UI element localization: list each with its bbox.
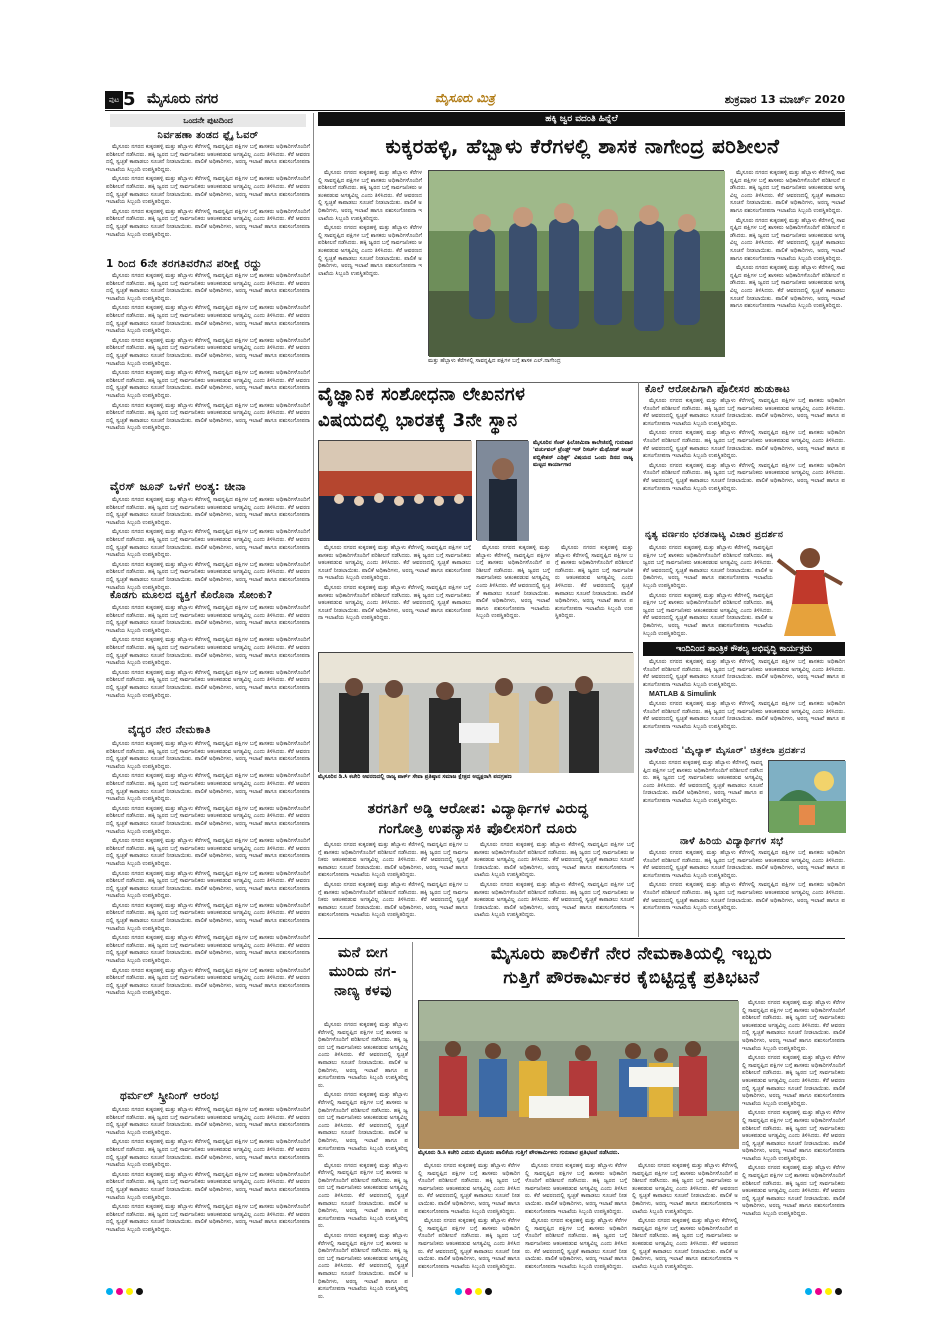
left-story-4-text-3: ಮೈಸೂರು ನಗರದ ಕುಕ್ಕರಹಳ್ಳಿ ಮತ್ತು ಹೆಬ್ಬಾಳು ಕೆರೆಗಳಲ್ಲಿ ಸಾವನ್ನಪ್ಪಿದ ಪಕ್ಷಿಗಳ ಬಗ್ಗೆ ಶಾಸಕರು ಅಧಿಕಾರಿಗಳೊಂದಿಗೆ ಪರಿಶೀಲನೆ ನಡೆಸಿದರು. ಹಕ್ಕಿ ಜ್ವರದ ಬಗ್ಗೆ ಸಾರ್ವಜನಿಕರು ಆತಂಕಪಡುವ ಅಗತ್ಯವಿಲ್ಲ ಎಂದು ತಿಳಿಸಿದರು. ಕೆರೆ ಆವರಣದಲ್ಲಿ ಸ್ವಚ್ಛತೆ ಕಾಪಾಡಲು ಸೂಚನೆ ನೀಡಲಾಯಿತು. ಪಾಲಿಕೆ ಅಧಿಕಾರಿಗಳು, ಅರಣ್ಯ ಇಲಾಖೆ ಹಾಗೂ ಪಶುಸಂಗೋಪನಾ ಇಲಾಖೆಯ ಸಿಬ್ಬಂದಿ ಉಪಸ್ಥಿತರಿದ್ದರು. — [106, 669, 310, 699]
continued-tag: ಒಂದನೇ ಪುಟದಿಂದ — [110, 114, 306, 127]
left-story-5-text-5: ಮೈಸೂರು ನಗರದ ಕುಕ್ಕರಹಳ್ಳಿ ಮತ್ತು ಹೆಬ್ಬಾಳು ಕೆರೆಗಳಲ್ಲಿ ಸಾವನ್ನಪ್ಪಿದ ಪಕ್ಷಿಗಳ ಬಗ್ಗೆ ಶಾಸಕರು ಅಧಿಕಾರಿಗಳೊಂದಿಗೆ ಪರಿಶೀಲನೆ ನಡೆಸಿದರು. ಹಕ್ಕಿ ಜ್ವರದ ಬಗ್ಗೆ ಸಾರ್ವಜನಿಕರು ಆತಂಕಪಡುವ ಅಗತ್ಯವಿಲ್ಲ ಎಂದು ತಿಳಿಸಿದರು. ಕೆರೆ ಆವರಣದಲ್ಲಿ ಸ್ವಚ್ಛತೆ ಕಾಪಾಡಲು ಸೂಚನೆ ನೀಡಲಾಯಿತು. ಪಾಲಿಕೆ ಅಧಿಕಾರಿಗಳು, ಅರಣ್ಯ ಇಲಾಖೆ ಹಾಗೂ ಪಶುಸಂಗೋಪನಾ ಇಲಾಖೆಯ ಸಿಬ್ಬಂದಿ ಉಪಸ್ಥಿತರಿದ್ದರು. — [106, 870, 310, 900]
story2-rule — [318, 382, 726, 383]
right-headline-2: ನೃತ್ಯ ವರ್ಣನಂ ಭರತನಾಟ್ಯ ವಿಚಾರ ಪ್ರದರ್ಶನ — [645, 530, 784, 540]
left-story-4-text: ಮೈಸೂರು ನಗರದ ಕುಕ್ಕರಹಳ್ಳಿ ಮತ್ತು ಹೆಬ್ಬಾಳು ಕೆರೆಗಳಲ್ಲಿ ಸಾವನ್ನಪ್ಪಿದ ಪಕ್ಷಿಗಳ ಬಗ್ಗೆ ಶಾಸಕರು ಅಧಿಕಾರಿಗಳೊಂದಿಗೆ ಪರಿಶೀಲನೆ ನಡೆಸಿದರು. ಹಕ್ಕಿ ಜ್ವರದ ಬಗ್ಗೆ ಸಾರ್ವಜನಿಕರು ಆತಂಕಪಡುವ ಅಗತ್ಯವಿಲ್ಲ ಎಂದು ತಿಳಿಸಿದರು. ಕೆರೆ ಆವರಣದಲ್ಲಿ ಸ್ವಚ್ಛತೆ ಕಾಪಾಡಲು ಸೂಚನೆ ನೀಡಲಾಯಿತು. ಪಾಲಿಕೆ ಅಧಿಕಾರಿಗಳು, ಅರಣ್ಯ ಇಲಾಖೆ ಹಾಗೂ ಪಶುಸಂಗೋಪನಾ ಇಲಾಖೆಯ ಸಿಬ್ಬಂದಿ ಉಪಸ್ಥಿತರಿದ್ದರು. — [106, 605, 310, 634]
left-story-6-text-2: ಮೈಸೂರು ನಗರದ ಕುಕ್ಕರಹಳ್ಳಿ ಮತ್ತು ಹೆಬ್ಬಾಳು ಕೆರೆಗಳಲ್ಲಿ ಸಾವನ್ನಪ್ಪಿದ ಪಕ್ಷಿಗಳ ಬಗ್ಗೆ ಶಾಸಕರು ಅಧಿಕಾರಿಗಳೊಂದಿಗೆ ಪರಿಶೀಲನೆ ನಡೆಸಿದರು. ಹಕ್ಕಿ ಜ್ವರದ ಬಗ್ಗೆ ಸಾರ್ವಜನಿಕರು ಆತಂಕಪಡುವ ಅಗತ್ಯವಿಲ್ಲ ಎಂದು ತಿಳಿಸಿದರು. ಕೆರೆ ಆವರಣದಲ್ಲಿ ಸ್ವಚ್ಛತೆ ಕಾಪಾಡಲು ಸೂಚನೆ ನೀಡಲಾಯಿತು. ಪಾಲಿಕೆ ಅಧಿಕಾರಿಗಳು, ಅರಣ್ಯ ಇಲಾಖೆ ಹಾಗೂ ಪಶುಸಂಗೋಪನಾ ಇಲಾಖೆಯ ಸಿಬ್ಬಂದಿ ಉಪಸ್ಥಿತರಿದ್ದರು. — [106, 1139, 310, 1169]
left-story-2-text-3: ಮೈಸೂರು ನಗರದ ಕುಕ್ಕರಹಳ್ಳಿ ಮತ್ತು ಹೆಬ್ಬಾಳು ಕೆರೆಗಳಲ್ಲಿ ಸಾವನ್ನಪ್ಪಿದ ಪಕ್ಷಿಗಳ ಬಗ್ಗೆ ಶಾಸಕರು ಅಧಿಕಾರಿಗಳೊಂದಿಗೆ ಪರಿಶೀಲನೆ ನಡೆಸಿದರು. ಹಕ್ಕಿ ಜ್ವರದ ಬಗ್ಗೆ ಸಾರ್ವಜನಿಕರು ಆತಂಕಪಡುವ ಅಗತ್ಯವಿಲ್ಲ ಎಂದು ತಿಳಿಸಿದರು. ಕೆರೆ ಆವರಣದಲ್ಲಿ ಸ್ವಚ್ಛತೆ ಕಾಪಾಡಲು ಸೂಚನೆ ನೀಡಲಾಯಿತು. ಪಾಲಿಕೆ ಅಧಿಕಾರಿಗಳು, ಅರಣ್ಯ ಇಲಾಖೆ ಹಾಗೂ ಪಶುಸಂಗೋಪನಾ ಇಲಾಖೆಯ ಸಿಬ್ಬಂದಿ ಉಪಸ್ಥಿತರಿದ್ದರು. — [106, 337, 310, 367]
right-story-5-body — [643, 850, 845, 932]
story4-text-1: ಮೈಸೂರು ನಗರದ ಕುಕ್ಕರಹಳ್ಳಿ ಮತ್ತು ಹೆಬ್ಬಾಳು ಕೆರೆಗಳಲ್ಲಿ ಸಾವನ್ನಪ್ಪಿದ ಪಕ್ಷಿಗಳ ಬಗ್ಗೆ ಶಾಸಕರು ಅಧಿಕಾರಿಗಳೊಂದಿಗೆ ಪರಿಶೀಲನೆ ನಡೆಸಿದರು. ಹಕ್ಕಿ ಜ್ವರದ ಬಗ್ಗೆ ಸಾರ್ವಜನಿಕರು ಆತಂಕಪಡುವ ಅಗತ್ಯವಿಲ್ಲ ಎಂದು ತಿಳಿಸಿದರು. ಕೆರೆ ಆವರಣದಲ್ಲಿ ಸ್ವಚ್ಛತೆ ಕಾಪಾಡಲು ಸೂಚನೆ ನೀಡಲಾಯಿತು. ಪಾಲಿಕೆ ಅಧಿಕಾರಿಗಳು, ಅರಣ್ಯ ಇಲಾಖೆ ಹಾಗೂ ಪಶುಸಂಗೋಪನಾ ಇಲಾಖೆಯ ಸಿಬ್ಬಂದಿ ಉಪಸ್ಥಿತರಿದ್ದರು. — [318, 842, 468, 879]
story2-headline-line2: ವಿಷಯದಲ್ಲಿ ಭಾರತಕ್ಕೆ 3ನೇ ಸ್ಥಾನ — [318, 410, 518, 431]
story2-text-2: ಮೈಸೂರು ನಗರದ ಕುಕ್ಕರಹಳ್ಳಿ ಮತ್ತು ಹೆಬ್ಬಾಳು ಕೆರೆಗಳಲ್ಲಿ ಸಾವನ್ನಪ್ಪಿದ ಪಕ್ಷಿಗಳ ಬಗ್ಗೆ ಶಾಸಕರು ಅಧಿಕಾರಿಗಳೊಂದಿಗೆ ಪರಿಶೀಲನೆ ನಡೆಸಿದರು. ಹಕ್ಕಿ ಜ್ವರದ ಬಗ್ಗೆ ಸಾರ್ವಜನಿಕರು ಆತಂಕಪಡುವ ಅಗತ್ಯವಿಲ್ಲ ಎಂದು ತಿಳಿಸಿದರು. ಕೆರೆ ಆವರಣದಲ್ಲಿ ಸ್ವಚ್ಛತೆ ಕಾಪಾಡಲು ಸೂಚನೆ ನೀಡಲಾಯಿತು. ಪಾಲಿಕೆ ಅಧಿಕಾರಿಗಳು, ಅರಣ್ಯ ಇಲಾಖೆ ಹಾಗೂ ಪಶುಸಂಗೋಪನಾ ಇಲಾಖೆಯ ಸಿಬ್ಬಂದಿ ಉಪಸ್ಥಿತರಿದ್ದರು. — [476, 545, 550, 620]
registration-dots-left — [106, 1288, 143, 1295]
right-story-4-body — [643, 760, 763, 840]
story5-body-1 — [418, 1163, 520, 1275]
left-story-5-text-2: ಮೈಸೂರು ನಗರದ ಕುಕ್ಕರಹಳ್ಳಿ ಮತ್ತು ಹೆಬ್ಬಾಳು ಕೆರೆಗಳಲ್ಲಿ ಸಾವನ್ನಪ್ಪಿದ ಪಕ್ಷಿಗಳ ಬಗ್ಗೆ ಶಾಸಕರು ಅಧಿಕಾರಿಗಳೊಂದಿಗೆ ಪರಿಶೀಲನೆ ನಡೆಸಿದರು. ಹಕ್ಕಿ ಜ್ವರದ ಬಗ್ಗೆ ಸಾರ್ವಜನಿಕರು ಆತಂಕಪಡುವ ಅಗತ್ಯವಿಲ್ಲ ಎಂದು ತಿಳಿಸಿದರು. ಕೆರೆ ಆವರಣದಲ್ಲಿ ಸ್ವಚ್ಛತೆ ಕಾಪಾಡಲು ಸೂಚನೆ ನೀಡಲಾಯಿತು. ಪಾಲಿಕೆ ಅಧಿಕಾರಿಗಳು, ಅರಣ್ಯ ಇಲಾಖೆ ಹಾಗೂ ಪಶುಸಂಗೋಪನಾ ಇಲಾಖೆಯ ಸಿಬ್ಬಂದಿ ಉಪಸ್ಥಿತರಿದ್ದರು. — [106, 773, 310, 803]
sidebar-text-2: ಮೈಸೂರು ನಗರದ ಕುಕ್ಕರಹಳ್ಳಿ ಮತ್ತು ಹೆಬ್ಬಾಳು ಕೆರೆಗಳಲ್ಲಿ ಸಾವನ್ನಪ್ಪಿದ ಪಕ್ಷಿಗಳ ಬಗ್ಗೆ ಶಾಸಕರು ಅಧಿಕಾರಿಗಳೊಂದಿಗೆ ಪರಿಶೀಲನೆ ನಡೆಸಿದರು. ಹಕ್ಕಿ ಜ್ವರದ ಬಗ್ಗೆ ಸಾರ್ವಜನಿಕರು ಆತಂಕಪಡುವ ಅಗತ್ಯವಿಲ್ಲ ಎಂದು ತಿಳಿಸಿದರು. ಕೆರೆ ಆವರಣದಲ್ಲಿ ಸ್ವಚ್ಛತೆ ಕಾಪಾಡಲು ಸೂಚನೆ ನೀಡಲಾಯಿತು. ಪಾಲಿಕೆ ಅಧಿಕಾರಿಗಳು, ಅರಣ್ಯ ಇಲಾಖೆ ಹಾಗೂ ಪಶುಸಂಗೋಪನಾ ಇಲಾಖೆಯ ಸಿಬ್ಬಂದಿ ಉಪಸ್ಥಿತರಿದ್ದರು. — [318, 1092, 408, 1160]
story5-text-3b: ಮೈಸೂರು ನಗರದ ಕುಕ್ಕರಹಳ್ಳಿ ಮತ್ತು ಹೆಬ್ಬಾಳು ಕೆರೆಗಳಲ್ಲಿ ಸಾವನ್ನಪ್ಪಿದ ಪಕ್ಷಿಗಳ ಬಗ್ಗೆ ಶಾಸಕರು ಅಧಿಕಾರಿಗಳೊಂದಿಗೆ ಪರಿಶೀಲನೆ ನಡೆಸಿದರು. ಹಕ್ಕಿ ಜ್ವರದ ಬಗ್ಗೆ ಸಾರ್ವಜನಿಕರು ಆತಂಕಪಡುವ ಅಗತ್ಯವಿಲ್ಲ ಎಂದು ತಿಳಿಸಿದರು. ಕೆರೆ ಆವರಣದಲ್ಲಿ ಸ್ವಚ್ಛತೆ ಕಾಪಾಡಲು ಸೂಚನೆ ನೀಡಲಾಯಿತು. ಪಾಲಿಕೆ ಅಧಿಕಾರಿಗಳು, ಅರಣ್ಯ ಇಲಾಖೆ ಹಾಗೂ ಪಶುಸಂಗೋಪನಾ ಇಲಾಖೆಯ ಸಿಬ್ಬಂದಿ ಉಪಸ್ಥಿತರಿದ್ದರು. — [632, 1218, 738, 1270]
right-story-3-text-2: ಮೈಸೂರು ನಗರದ ಕುಕ್ಕರಹಳ್ಳಿ ಮತ್ತು ಹೆಬ್ಬಾಳು ಕೆರೆಗಳಲ್ಲಿ ಸಾವನ್ನಪ್ಪಿದ ಪಕ್ಷಿಗಳ ಬಗ್ಗೆ ಶಾಸಕರು ಅಧಿಕಾರಿಗಳೊಂದಿಗೆ ಪರಿಶೀಲನೆ ನಡೆಸಿದರು. ಹಕ್ಕಿ ಜ್ವರದ ಬಗ್ಗೆ ಸಾರ್ವಜನಿಕರು ಆತಂಕಪಡುವ ಅಗತ್ಯವಿಲ್ಲ ಎಂದು ತಿಳಿಸಿದರು. ಕೆರೆ ಆವರಣದಲ್ಲಿ ಸ್ವಚ್ಛತೆ ಕಾಪಾಡಲು ಸೂಚನೆ ನೀಡಲಾಯಿತು. ಪಾಲಿಕೆ ಅಧಿಕಾರಿಗಳು, ಅರಣ್ಯ ಇಲಾಖೆ ಹಾಗೂ ಪಶುಸಂಗೋಪನಾ ಇಲಾಖೆಯ ಸಿಬ್ಬಂದಿ ಉಪಸ್ಥಿತರಿದ್ದರು. — [643, 700, 845, 730]
bottom-section-rule — [318, 938, 845, 939]
story5-right-text-1: ಮೈಸೂರು ನಗರದ ಕುಕ್ಕರಹಳ್ಳಿ ಮತ್ತು ಹೆಬ್ಬಾಳು ಕೆರೆಗಳಲ್ಲಿ ಸಾವನ್ನಪ್ಪಿದ ಪಕ್ಷಿಗಳ ಬಗ್ಗೆ ಶಾಸಕರು ಅಧಿಕಾರಿಗಳೊಂದಿಗೆ ಪರಿಶೀಲನೆ ನಡೆಸಿದರು. ಹಕ್ಕಿ ಜ್ವರದ ಬಗ್ಗೆ ಸಾರ್ವಜನಿಕರು ಆತಂಕಪಡುವ ಅಗತ್ಯವಿಲ್ಲ ಎಂದು ತಿಳಿಸಿದರು. ಕೆರೆ ಆವರಣದಲ್ಲಿ ಸ್ವಚ್ಛತೆ ಕಾಪಾಡಲು ಸೂಚನೆ ನೀಡಲಾಯಿತು. ಪಾಲಿಕೆ ಅಧಿಕಾರಿಗಳು, ಅರಣ್ಯ ಇಲಾಖೆ ಹಾಗೂ ಪಶುಸಂಗೋಪನಾ ಇಲಾಖೆಯ ಸಿಬ್ಬಂದಿ ಉಪಸ್ಥಿತರಿದ್ದರು. — [742, 1000, 845, 1052]
left-story-6-text-3: ಮೈಸೂರು ನಗರದ ಕುಕ್ಕರಹಳ್ಳಿ ಮತ್ತು ಹೆಬ್ಬಾಳು ಕೆರೆಗಳಲ್ಲಿ ಸಾವನ್ನಪ್ಪಿದ ಪಕ್ಷಿಗಳ ಬಗ್ಗೆ ಶಾಸಕರು ಅಧಿಕಾರಿಗಳೊಂದಿಗೆ ಪರಿಶೀಲನೆ ನಡೆಸಿದರು. ಹಕ್ಕಿ ಜ್ವರದ ಬಗ್ಗೆ ಸಾರ್ವಜನಿಕರು ಆತಂಕಪಡುವ ಅಗತ್ಯವಿಲ್ಲ ಎಂದು ತಿಳಿಸಿದರು. ಕೆರೆ ಆವರಣದಲ್ಲಿ ಸ್ವಚ್ಛತೆ ಕಾಪಾಡಲು ಸೂಚನೆ ನೀಡಲಾಯಿತು. ಪಾಲಿಕೆ ಅಧಿಕಾರಿಗಳು, ಅರಣ್ಯ ಇಲಾಖೆ ಹಾಗೂ ಪಶುಸಂಗೋಪನಾ ಇಲಾಖೆಯ ಸಿಬ್ಬಂದಿ ಉಪಸ್ಥಿತರಿದ್ದರು. — [106, 1171, 310, 1201]
story5-right-text-3: ಮೈಸೂರು ನಗರದ ಕುಕ್ಕರಹಳ್ಳಿ ಮತ್ತು ಹೆಬ್ಬಾಳು ಕೆರೆಗಳಲ್ಲಿ ಸಾವನ್ನಪ್ಪಿದ ಪಕ್ಷಿಗಳ ಬಗ್ಗೆ ಶಾಸಕರು ಅಧಿಕಾರಿಗಳೊಂದಿಗೆ ಪರಿಶೀಲನೆ ನಡೆಸಿದರು. ಹಕ್ಕಿ ಜ್ವರದ ಬಗ್ಗೆ ಸಾರ್ವಜನಿಕರು ಆತಂಕಪಡುವ ಅಗತ್ಯವಿಲ್ಲ ಎಂದು ತಿಳಿಸಿದರು. ಕೆರೆ ಆವರಣದಲ್ಲಿ ಸ್ವಚ್ಛತೆ ಕಾಪಾಡಲು ಸೂಚನೆ ನೀಡಲಾಯಿತು. ಪಾಲಿಕೆ ಅಧಿಕಾರಿಗಳು, ಅರಣ್ಯ ಇಲಾಖೆ ಹಾಗೂ ಪಶುಸಂಗೋಪನಾ ಇಲಾಖೆಯ ಸಿಬ್ಬಂದಿ ಉಪಸ್ಥಿತರಿದ್ದರು. — [742, 1110, 845, 1162]
story4-text-2b: ಮೈಸೂರು ನಗರದ ಕುಕ್ಕರಹಳ್ಳಿ ಮತ್ತು ಹೆಬ್ಬಾಳು ಕೆರೆಗಳಲ್ಲಿ ಸಾವನ್ನಪ್ಪಿದ ಪಕ್ಷಿಗಳ ಬಗ್ಗೆ ಶಾಸಕರು ಅಧಿಕಾರಿಗಳೊಂದಿಗೆ ಪರಿಶೀಲನೆ ನಡೆಸಿದರು. ಹಕ್ಕಿ ಜ್ವರದ ಬಗ್ಗೆ ಸಾರ್ವಜನಿಕರು ಆತಂಕಪಡುವ ಅಗತ್ಯವಿಲ್ಲ ಎಂದು ತಿಳಿಸಿದರು. ಕೆರೆ ಆವರಣದಲ್ಲಿ ಸ್ವಚ್ಛತೆ ಕಾಪಾಡಲು ಸೂಚನೆ ನೀಡಲಾಯಿತು. ಪಾಲಿಕೆ ಅಧಿಕಾರಿಗಳು, ಅರಣ್ಯ ಇಲಾಖೆ ಹಾಗೂ ಪಶುಸಂಗೋಪನಾ ಇಲಾಖೆಯ ಸಿಬ್ಬಂದಿ ಉಪಸ್ಥಿತರಿದ್ದರು. — [474, 881, 634, 919]
dancer-image — [776, 540, 844, 640]
right-headline-1: ಕೊಲೆ ಆರೋಪಿಗಾಗಿ ಪೊಲೀಸರ ಹುಡುಕಾಟ — [645, 384, 791, 395]
story2-body-1 — [318, 545, 471, 645]
right-headline-3: ಇಂದಿನಿಂದ ತಾಂತ್ರಿಕ ಕೌಶಲ್ಯ ಅಭಿವೃದ್ಧಿ ಕಾರ್ಯಕ್ರಮ — [676, 644, 812, 654]
left-story-5-body — [106, 741, 310, 1086]
right-story-3-body — [643, 659, 845, 744]
painting-image — [769, 761, 846, 833]
left-story-1-body — [106, 144, 310, 256]
left-story-2-text-5: ಮೈಸೂರು ನಗರದ ಕುಕ್ಕರಹಳ್ಳಿ ಮತ್ತು ಹೆಬ್ಬಾಳು ಕೆರೆಗಳಲ್ಲಿ ಸಾವನ್ನಪ್ಪಿದ ಪಕ್ಷಿಗಳ ಬಗ್ಗೆ ಶಾಸಕರು ಅಧಿಕಾರಿಗಳೊಂದಿಗೆ ಪರಿಶೀಲನೆ ನಡೆಸಿದರು. ಹಕ್ಕಿ ಜ್ವರದ ಬಗ್ಗೆ ಸಾರ್ವಜನಿಕರು ಆತಂಕಪಡುವ ಅಗತ್ಯವಿಲ್ಲ ಎಂದು ತಿಳಿಸಿದರು. ಕೆರೆ ಆವರಣದಲ್ಲಿ ಸ್ವಚ್ಛತೆ ಕಾಪಾಡಲು ಸೂಚನೆ ನೀಡಲಾಯಿತು. ಪಾಲಿಕೆ ಅಧಿಕಾರಿಗಳು, ಅರಣ್ಯ ಇಲಾಖೆ ಹಾಗೂ ಪಶುಸಂಗೋಪನಾ ಇಲಾಖೆಯ ಸಿಬ್ಬಂದಿ ಉಪಸ್ಥಿತರಿದ್ದರು. — [106, 402, 310, 432]
registration-dots-center — [455, 1288, 492, 1295]
left-story-3-text: ಮೈಸೂರು ನಗರದ ಕುಕ್ಕರಹಳ್ಳಿ ಮತ್ತು ಹೆಬ್ಬಾಳು ಕೆರೆಗಳಲ್ಲಿ ಸಾವನ್ನಪ್ಪಿದ ಪಕ್ಷಿಗಳ ಬಗ್ಗೆ ಶಾಸಕರು ಅಧಿಕಾರಿಗಳೊಂದಿಗೆ ಪರಿಶೀಲನೆ ನಡೆಸಿದರು. ಹಕ್ಕಿ ಜ್ವರದ ಬಗ್ಗೆ ಸಾರ್ವಜನಿಕರು ಆತಂಕಪಡುವ ಅಗತ್ಯವಿಲ್ಲ ಎಂದು ತಿಳಿಸಿದರು. ಕೆರೆ ಆವರಣದಲ್ಲಿ ಸ್ವಚ್ಛತೆ ಕಾಪಾಡಲು ಸೂಚನೆ ನೀಡಲಾಯಿತು. ಪಾಲಿಕೆ ಅಧಿಕಾರಿಗಳು, ಅರಣ್ಯ ಇಲಾಖೆ ಹಾಗೂ ಪಶುಸಂಗೋಪನಾ ಇಲಾಖೆಯ ಸಿಬ್ಬಂದಿ ಉಪಸ್ಥಿತರಿದ್ದರು. — [106, 497, 310, 526]
left-story-3-text-2: ಮೈಸೂರು ನಗರದ ಕುಕ್ಕರಹಳ್ಳಿ ಮತ್ತು ಹೆಬ್ಬಾಳು ಕೆರೆಗಳಲ್ಲಿ ಸಾವನ್ನಪ್ಪಿದ ಪಕ್ಷಿಗಳ ಬಗ್ಗೆ ಶಾಸಕರು ಅಧಿಕಾರಿಗಳೊಂದಿಗೆ ಪರಿಶೀಲನೆ ನಡೆಸಿದರು. ಹಕ್ಕಿ ಜ್ವರದ ಬಗ್ಗೆ ಸಾರ್ವಜನಿಕರು ಆತಂಕಪಡುವ ಅಗತ್ಯವಿಲ್ಲ ಎಂದು ತಿಳಿಸಿದರು. ಕೆರೆ ಆವರಣದಲ್ಲಿ ಸ್ವಚ್ಛತೆ ಕಾಪಾಡಲು ಸೂಚನೆ ನೀಡಲಾಯಿತು. ಪಾಲಿಕೆ ಅಧಿಕಾರಿಗಳು, ಅರಣ್ಯ ಇಲಾಖೆ ಹಾಗೂ ಪಶುಸಂಗೋಪನಾ ಇಲಾಖೆಯ ಸಿಬ್ಬಂದಿ ಉಪಸ್ಥಿತರಿದ್ದರು. — [106, 529, 310, 559]
right-story-3-text: ಮೈಸೂರು ನಗರದ ಕುಕ್ಕರಹಳ್ಳಿ ಮತ್ತು ಹೆಬ್ಬಾಳು ಕೆರೆಗಳಲ್ಲಿ ಸಾವನ್ನಪ್ಪಿದ ಪಕ್ಷಿಗಳ ಬಗ್ಗೆ ಶಾಸಕರು ಅಧಿಕಾರಿಗಳೊಂದಿಗೆ ಪರಿಶೀಲನೆ ನಡೆಸಿದರು. ಹಕ್ಕಿ ಜ್ವರದ ಬಗ್ಗೆ ಸಾರ್ವಜನಿಕರು ಆತಂಕಪಡುವ ಅಗತ್ಯವಿಲ್ಲ ಎಂದು ತಿಳಿಸಿದರು. ಕೆರೆ ಆವರಣದಲ್ಲಿ ಸ್ವಚ್ಛತೆ ಕಾಪಾಡಲು ಸೂಚನೆ ನೀಡಲಾಯಿತು. ಪಾಲಿಕೆ ಅಧಿಕಾರಿಗಳು, ಅರಣ್ಯ ಇಲಾಖೆ ಹಾಗೂ ಪಶುಸಂಗೋಪನಾ ಇಲಾಖೆಯ ಸಿಬ್ಬಂದಿ ಉಪಸ್ಥಿತರಿದ್ದರು. — [643, 659, 845, 688]
lead-right-text-2: ಮೈಸೂರು ನಗರದ ಕುಕ್ಕರಹಳ್ಳಿ ಮತ್ತು ಹೆಬ್ಬಾಳು ಕೆರೆಗಳಲ್ಲಿ ಸಾವನ್ನಪ್ಪಿದ ಪಕ್ಷಿಗಳ ಬಗ್ಗೆ ಶಾಸಕರು ಅಧಿಕಾರಿಗಳೊಂದಿಗೆ ಪರಿಶೀಲನೆ ನಡೆಸಿದರು. ಹಕ್ಕಿ ಜ್ವರದ ಬಗ್ಗೆ ಸಾರ್ವಜನಿಕರು ಆತಂಕಪಡುವ ಅಗತ್ಯವಿಲ್ಲ ಎಂದು ತಿಳಿಸಿದರು. ಕೆರೆ ಆವರಣದಲ್ಲಿ ಸ್ವಚ್ಛತೆ ಕಾಪಾಡಲು ಸೂಚನೆ ನೀಡಲಾಯಿತು. ಪಾಲಿಕೆ ಅಧಿಕಾರಿಗಳು, ಅರಣ್ಯ ಇಲಾಖೆ ಹಾಗೂ ಪಶುಸಂಗೋಪನಾ ಇಲಾಖೆಯ ಸಿಬ್ಬಂದಿ ಉಪಸ್ಥಿತರಿದ್ದರು. — [730, 217, 846, 262]
left-story-6-text-4: ಮೈಸೂರು ನಗರದ ಕುಕ್ಕರಹಳ್ಳಿ ಮತ್ತು ಹೆಬ್ಬಾಳು ಕೆರೆಗಳಲ್ಲಿ ಸಾವನ್ನಪ್ಪಿದ ಪಕ್ಷಿಗಳ ಬಗ್ಗೆ ಶಾಸಕರು ಅಧಿಕಾರಿಗಳೊಂದಿಗೆ ಪರಿಶೀಲನೆ ನಡೆಸಿದರು. ಹಕ್ಕಿ ಜ್ವರದ ಬಗ್ಗೆ ಸಾರ್ವಜನಿಕರು ಆತಂಕಪಡುವ ಅಗತ್ಯವಿಲ್ಲ ಎಂದು ತಿಳಿಸಿದರು. ಕೆರೆ ಆವರಣದಲ್ಲಿ ಸ್ವಚ್ಛತೆ ಕಾಪಾಡಲು ಸೂಚನೆ ನೀಡಲಾಯಿತು. ಪಾಲಿಕೆ ಅಧಿಕಾರಿಗಳು, ಅರಣ್ಯ ಇಲಾಖೆ ಹಾಗೂ ಪಶುಸಂಗೋಪನಾ ಇಲಾಖೆಯ ಸಿಬ್ಬಂದಿ ಉಪಸ್ಥಿತರಿದ್ದರು. — [106, 1204, 310, 1233]
cyan-dot — [805, 1288, 812, 1295]
story5-photo-caption: ಮೈಸೂರು ಡಿ.ಸಿ ಕಚೇರಿ ಎದುರು ಮೈಸೂರು ಪಾಲಿಕೆಯ ಗುತ್ತಿಗೆ ಪೌರಕಾರ್ಮಿಕರು ಗುರುವಾರ ಪ್ರತಿಭಟನೆ ನಡೆಸಿದರು. — [418, 1150, 620, 1156]
left-headline-1: ನಿರ್ವಹಣಾ ತಂಡದ ಫ್ಲೈ ಓವರ್ — [157, 130, 259, 141]
right-story-4-text: ಮೈಸೂರು ನಗರದ ಕುಕ್ಕರಹಳ್ಳಿ ಮತ್ತು ಹೆಬ್ಬಾಳು ಕೆರೆಗಳಲ್ಲಿ ಸಾವನ್ನಪ್ಪಿದ ಪಕ್ಷಿಗಳ ಬಗ್ಗೆ ಶಾಸಕರು ಅಧಿಕಾರಿಗಳೊಂದಿಗೆ ಪರಿಶೀಲನೆ ನಡೆಸಿದರು. ಹಕ್ಕಿ ಜ್ವರದ ಬಗ್ಗೆ ಸಾರ್ವಜನಿಕರು ಆತಂಕಪಡುವ ಅಗತ್ಯವಿಲ್ಲ ಎಂದು ತಿಳಿಸಿದರು. ಕೆರೆ ಆವರಣದಲ್ಲಿ ಸ್ವಚ್ಛತೆ ಕಾಪಾಡಲು ಸೂಚನೆ ನೀಡಲಾಯಿತು. ಪಾಲಿಕೆ ಅಧಿಕಾರಿಗಳು, ಅರಣ್ಯ ಇಲಾಖೆ ಹಾಗೂ ಪಶುಸಂಗೋಪನಾ ಇಲಾಖೆಯ ಸಿಬ್ಬಂದಿ ಉಪಸ್ಥಿತರಿದ್ದರು. — [643, 760, 763, 804]
story2-text-1b: ಮೈಸೂರು ನಗರದ ಕುಕ್ಕರಹಳ್ಳಿ ಮತ್ತು ಹೆಬ್ಬಾಳು ಕೆರೆಗಳಲ್ಲಿ ಸಾವನ್ನಪ್ಪಿದ ಪಕ್ಷಿಗಳ ಬಗ್ಗೆ ಶಾಸಕರು ಅಧಿಕಾರಿಗಳೊಂದಿಗೆ ಪರಿಶೀಲನೆ ನಡೆಸಿದರು. ಹಕ್ಕಿ ಜ್ವರದ ಬಗ್ಗೆ ಸಾರ್ವಜನಿಕರು ಆತಂಕಪಡುವ ಅಗತ್ಯವಿಲ್ಲ ಎಂದು ತಿಳಿಸಿದರು. ಕೆರೆ ಆವರಣದಲ್ಲಿ ಸ್ವಚ್ಛತೆ ಕಾಪಾಡಲು ಸೂಚನೆ ನೀಡಲಾಯಿತು. ಪಾಲಿಕೆ ಅಧಿಕಾರಿಗಳು, ಅರಣ್ಯ ಇಲಾಖೆ ಹಾಗೂ ಪಶುಸಂಗೋಪನಾ ಇಲಾಖೆಯ ಸಿಬ್ಬಂದಿ ಉಪಸ್ಥಿತರಿದ್ದರು. — [318, 584, 471, 622]
page-label: ಪುಟ — [105, 91, 123, 109]
left-story-2-text: ಮೈಸೂರು ನಗರದ ಕುಕ್ಕರಹಳ್ಳಿ ಮತ್ತು ಹೆಬ್ಬಾಳು ಕೆರೆಗಳಲ್ಲಿ ಸಾವನ್ನಪ್ಪಿದ ಪಕ್ಷಿಗಳ ಬಗ್ಗೆ ಶಾಸಕರು ಅಧಿಕಾರಿಗಳೊಂದಿಗೆ ಪರಿಶೀಲನೆ ನಡೆಸಿದರು. ಹಕ್ಕಿ ಜ್ವರದ ಬಗ್ಗೆ ಸಾರ್ವಜನಿಕರು ಆತಂಕಪಡುವ ಅಗತ್ಯವಿಲ್ಲ ಎಂದು ತಿಳಿಸಿದರು. ಕೆರೆ ಆವರಣದಲ್ಲಿ ಸ್ವಚ್ಛತೆ ಕಾಪಾಡಲು ಸೂಚನೆ ನೀಡಲಾಯಿತು. ಪಾಲಿಕೆ ಅಧಿಕಾರಿಗಳು, ಅರಣ್ಯ ಇಲಾಖೆ ಹಾಗೂ ಪಶುಸಂಗೋಪನಾ ಇಲಾಖೆಯ ಸಿಬ್ಬಂದಿ ಉಪಸ್ಥಿತರಿದ್ದರು. — [106, 273, 310, 302]
left-story-5-text-4: ಮೈಸೂರು ನಗರದ ಕುಕ್ಕರಹಳ್ಳಿ ಮತ್ತು ಹೆಬ್ಬಾಳು ಕೆರೆಗಳಲ್ಲಿ ಸಾವನ್ನಪ್ಪಿದ ಪಕ್ಷಿಗಳ ಬಗ್ಗೆ ಶಾಸಕರು ಅಧಿಕಾರಿಗಳೊಂದಿಗೆ ಪರಿಶೀಲನೆ ನಡೆಸಿದರು. ಹಕ್ಕಿ ಜ್ವರದ ಬಗ್ಗೆ ಸಾರ್ವಜನಿಕರು ಆತಂಕಪಡುವ ಅಗತ್ಯವಿಲ್ಲ ಎಂದು ತಿಳಿಸಿದರು. ಕೆರೆ ಆವರಣದಲ್ಲಿ ಸ್ವಚ್ಛತೆ ಕಾಪಾಡಲು ಸೂಚನೆ ನೀಡಲಾಯಿತು. ಪಾಲಿಕೆ ಅಧಿಕಾರಿಗಳು, ಅರಣ್ಯ ಇಲಾಖೆ ಹಾಗೂ ಪಶುಸಂಗೋಪನಾ ಇಲಾಖೆಯ ಸಿಬ್ಬಂದಿ ಉಪಸ್ಥಿತರಿದ್ದರು. — [106, 838, 310, 867]
story5-photo-image — [419, 1001, 739, 1149]
lead-photo — [428, 170, 724, 356]
story5-headline-line2: ಗುತ್ತಿಗೆ ಪೌರಕಾರ್ಮಿಕರ ಕೈಬಿಟ್ಟಿದ್ದಕ್ಕೆ ಪ್ರತಿಭಟನೆ — [503, 968, 760, 988]
registration-dots-right — [805, 1288, 842, 1295]
lead-left-text-2: ಮೈಸೂರು ನಗರದ ಕುಕ್ಕರಹಳ್ಳಿ ಮತ್ತು ಹೆಬ್ಬಾಳು ಕೆರೆಗಳಲ್ಲಿ ಸಾವನ್ನಪ್ಪಿದ ಪಕ್ಷಿಗಳ ಬಗ್ಗೆ ಶಾಸಕರು ಅಧಿಕಾರಿಗಳೊಂದಿಗೆ ಪರಿಶೀಲನೆ ನಡೆಸಿದರು. ಹಕ್ಕಿ ಜ್ವರದ ಬಗ್ಗೆ ಸಾರ್ವಜನಿಕರು ಆತಂಕಪಡುವ ಅಗತ್ಯವಿಲ್ಲ ಎಂದು ತಿಳಿಸಿದರು. ಕೆರೆ ಆವರಣದಲ್ಲಿ ಸ್ವಚ್ಛತೆ ಕಾಪಾಡಲು ಸೂಚನೆ ನೀಡಲಾಯಿತು. ಪಾಲಿಕೆ ಅಧಿಕಾರಿಗಳು, ಅರಣ್ಯ ಇಲಾಖೆ ಹಾಗೂ ಪಶುಸಂಗೋಪನಾ ಇಲಾಖೆಯ ಸಿಬ್ಬಂದಿ ಉಪಸ್ಥಿತರಿದ್ದರು. — [318, 225, 422, 277]
right-headline-5: ನಾಳೆ ಹಿರಿಯ ವಿದ್ಯಾರ್ಥಿಗಳ ಸಭೆ — [680, 836, 784, 847]
story2-body-3 — [555, 545, 633, 645]
right-story-2-text: ಮೈಸೂರು ನಗರದ ಕುಕ್ಕರಹಳ್ಳಿ ಮತ್ತು ಹೆಬ್ಬಾಳು ಕೆರೆಗಳಲ್ಲಿ ಸಾವನ್ನಪ್ಪಿದ ಪಕ್ಷಿಗಳ ಬಗ್ಗೆ ಶಾಸಕರು ಅಧಿಕಾರಿಗಳೊಂದಿಗೆ ಪರಿಶೀಲನೆ ನಡೆಸಿದರು. ಹಕ್ಕಿ ಜ್ವರದ ಬಗ್ಗೆ ಸಾರ್ವಜನಿಕರು ಆತಂಕಪಡುವ ಅಗತ್ಯವಿಲ್ಲ ಎಂದು ತಿಳಿಸಿದರು. ಕೆರೆ ಆವರಣದಲ್ಲಿ ಸ್ವಚ್ಛತೆ ಕಾಪಾಡಲು ಸೂಚನೆ ನೀಡಲಾಯಿತು. ಪಾಲಿಕೆ ಅಧಿಕಾರಿಗಳು, ಅರಣ್ಯ ಇಲಾಖೆ ಹಾಗೂ ಪಶುಸಂಗೋಪನಾ ಇಲಾಖೆಯ ಸಿಬ್ಬಂದಿ ಉಪಸ್ಥಿತರಿದ್ದರು. — [643, 545, 773, 589]
kicker-bar — [318, 112, 845, 126]
story5-headline-line1: ಮೈಸೂರು ಪಾಲಿಕೆಗೆ ನೇರ ನೇಮಕಾತಿಯಲ್ಲಿ ಇಬ್ಬರು — [490, 944, 773, 964]
story3-photo-caption: ಮೈಸೂರಿನ ಡಿ.ಸಿ ಕಚೇರಿ ಆವರಣದಲ್ಲಿ ರಾಜ್ಯ ಪಾರ್ಕ್ ಸೇವಾ ಪ್ರತಿಷ್ಠಾನ ಸಮಾಜ ಕ್ಷೇತ್ರದ ಅಧ್ಯಕ್ಷರಾಗಿ ಪದಗ್ರಹಣ — [318, 774, 512, 780]
left-story-3-text-3: ಮೈಸೂರು ನಗರದ ಕುಕ್ಕರಹಳ್ಳಿ ಮತ್ತು ಹೆಬ್ಬಾಳು ಕೆರೆಗಳಲ್ಲಿ ಸಾವನ್ನಪ್ಪಿದ ಪಕ್ಷಿಗಳ ಬಗ್ಗೆ ಶಾಸಕರು ಅಧಿಕಾರಿಗಳೊಂದಿಗೆ ಪರಿಶೀಲನೆ ನಡೆಸಿದರು. ಹಕ್ಕಿ ಜ್ವರದ ಬಗ್ಗೆ ಸಾರ್ವಜನಿಕರು ಆತಂಕಪಡುವ ಅಗತ್ಯವಿಲ್ಲ ಎಂದು ತಿಳಿಸಿದರು. ಕೆರೆ ಆವರಣದಲ್ಲಿ ಸ್ವಚ್ಛತೆ ಕಾಪಾಡಲು ಸೂಚನೆ ನೀಡಲಾಯಿತು. ಪಾಲಿಕೆ ಅಧಿಕಾರಿಗಳು, ಅರಣ್ಯ ಇಲಾಖೆ ಹಾಗೂ ಪಶುಸಂಗೋಪನಾ ಇಲಾಖೆಯ ಸಿಬ್ಬಂದಿ ಉಪಸ್ಥಿತರಿದ್ದರು. — [106, 561, 310, 591]
story4-text-1b: ಮೈಸೂರು ನಗರದ ಕುಕ್ಕರಹಳ್ಳಿ ಮತ್ತು ಹೆಬ್ಬಾಳು ಕೆರೆಗಳಲ್ಲಿ ಸಾವನ್ನಪ್ಪಿದ ಪಕ್ಷಿಗಳ ಬಗ್ಗೆ ಶಾಸಕರು ಅಧಿಕಾರಿಗಳೊಂದಿಗೆ ಪರಿಶೀಲನೆ ನಡೆಸಿದರು. ಹಕ್ಕಿ ಜ್ವರದ ಬಗ್ಗೆ ಸಾರ್ವಜನಿಕರು ಆತಂಕಪಡುವ ಅಗತ್ಯವಿಲ್ಲ ಎಂದು ತಿಳಿಸಿದರು. ಕೆರೆ ಆವರಣದಲ್ಲಿ ಸ್ವಚ್ಛತೆ ಕಾಪಾಡಲು ಸೂಚನೆ ನೀಡಲಾಯಿತು. ಪಾಲಿಕೆ ಅಧಿಕಾರಿಗಳು, ಅರಣ್ಯ ಇಲಾಖೆ ಹಾಗೂ ಪಶುಸಂಗೋಪನಾ ಇಲಾಖೆಯ ಸಿಬ್ಬಂದಿ ಉಪಸ್ಥಿತರಿದ್ದರು. — [318, 881, 468, 919]
story2-photo — [318, 440, 471, 540]
right-story-1-text: ಮೈಸೂರು ನಗರದ ಕುಕ್ಕರಹಳ್ಳಿ ಮತ್ತು ಹೆಬ್ಬಾಳು ಕೆರೆಗಳಲ್ಲಿ ಸಾವನ್ನಪ್ಪಿದ ಪಕ್ಷಿಗಳ ಬಗ್ಗೆ ಶಾಸಕರು ಅಧಿಕಾರಿಗಳೊಂದಿಗೆ ಪರಿಶೀಲನೆ ನಡೆಸಿದರು. ಹಕ್ಕಿ ಜ್ವರದ ಬಗ್ಗೆ ಸಾರ್ವಜನಿಕರು ಆತಂಕಪಡುವ ಅಗತ್ಯವಿಲ್ಲ ಎಂದು ತಿಳಿಸಿದರು. ಕೆರೆ ಆವರಣದಲ್ಲಿ ಸ್ವಚ್ಛತೆ ಕಾಪಾಡಲು ಸೂಚನೆ ನೀಡಲಾಯಿತು. ಪಾಲಿಕೆ ಅಧಿಕಾರಿಗಳು, ಅರಣ್ಯ ಇಲಾಖೆ ಹಾಗೂ ಪಶುಸಂಗೋಪನಾ ಇಲಾಖೆಯ ಸಿಬ್ಬಂದಿ ಉಪಸ್ಥಿತರಿದ್ದರು. — [643, 398, 845, 427]
left-story-4-text-2: ಮೈಸೂರು ನಗರದ ಕುಕ್ಕರಹಳ್ಳಿ ಮತ್ತು ಹೆಬ್ಬಾಳು ಕೆರೆಗಳಲ್ಲಿ ಸಾವನ್ನಪ್ಪಿದ ಪಕ್ಷಿಗಳ ಬಗ್ಗೆ ಶಾಸಕರು ಅಧಿಕಾರಿಗಳೊಂದಿಗೆ ಪರಿಶೀಲನೆ ನಡೆಸಿದರು. ಹಕ್ಕಿ ಜ್ವರದ ಬಗ್ಗೆ ಸಾರ್ವಜನಿಕರು ಆತಂಕಪಡುವ ಅಗತ್ಯವಿಲ್ಲ ಎಂದು ತಿಳಿಸಿದರು. ಕೆರೆ ಆವರಣದಲ್ಲಿ ಸ್ವಚ್ಛತೆ ಕಾಪಾಡಲು ಸೂಚನೆ ನೀಡಲಾಯಿತು. ಪಾಲಿಕೆ ಅಧಿಕಾರಿಗಳು, ಅರಣ್ಯ ಇಲಾಖೆ ಹಾಗೂ ಪಶುಸಂಗೋಪನಾ ಇಲಾಖೆಯ ಸಿಬ್ಬಂದಿ ಉಪಸ್ಥಿತರಿದ್ದರು. — [106, 637, 310, 667]
story4-body-2 — [474, 842, 634, 934]
right-story-1-text-3: ಮೈಸೂರು ನಗರದ ಕುಕ್ಕರಹಳ್ಳಿ ಮತ್ತು ಹೆಬ್ಬಾಳು ಕೆರೆಗಳಲ್ಲಿ ಸಾವನ್ನಪ್ಪಿದ ಪಕ್ಷಿಗಳ ಬಗ್ಗೆ ಶಾಸಕರು ಅಧಿಕಾರಿಗಳೊಂದಿಗೆ ಪರಿಶೀಲನೆ ನಡೆಸಿದರು. ಹಕ್ಕಿ ಜ್ವರದ ಬಗ್ಗೆ ಸಾರ್ವಜನಿಕರು ಆತಂಕಪಡುವ ಅಗತ್ಯವಿಲ್ಲ ಎಂದು ತಿಳಿಸಿದರು. ಕೆರೆ ಆವರಣದಲ್ಲಿ ಸ್ವಚ್ಛತೆ ಕಾಪಾಡಲು ಸೂಚನೆ ನೀಡಲಾಯಿತು. ಪಾಲಿಕೆ ಅಧಿಕಾರಿಗಳು, ಅರಣ್ಯ ಇಲಾಖೆ ಹಾಗೂ ಪಶುಸಂಗೋಪನಾ ಇಲಾಖೆಯ ಸಿಬ್ಬಂದಿ ಉಪಸ್ಥಿತರಿದ್ದರು. — [643, 462, 845, 492]
page-number: 5 — [123, 89, 136, 110]
black-dot — [136, 1288, 143, 1295]
kicker-text: ಹಕ್ಕಿ ಜ್ವರ ವದಂತಿ ಹಿನ್ನೆಲೆ — [545, 114, 618, 124]
story5-body-right — [742, 1000, 845, 1275]
left-story-1-text: ಮೈಸೂರು ನಗರದ ಕುಕ್ಕರಹಳ್ಳಿ ಮತ್ತು ಹೆಬ್ಬಾಳು ಕೆರೆಗಳಲ್ಲಿ ಸಾವನ್ನಪ್ಪಿದ ಪಕ್ಷಿಗಳ ಬಗ್ಗೆ ಶಾಸಕರು ಅಧಿಕಾರಿಗಳೊಂದಿಗೆ ಪರಿಶೀಲನೆ ನಡೆಸಿದರು. ಹಕ್ಕಿ ಜ್ವರದ ಬಗ್ಗೆ ಸಾರ್ವಜನಿಕರು ಆತಂಕಪಡುವ ಅಗತ್ಯವಿಲ್ಲ ಎಂದು ತಿಳಿಸಿದರು. ಕೆರೆ ಆವರಣದಲ್ಲಿ ಸ್ವಚ್ಛತೆ ಕಾಪಾಡಲು ಸೂಚನೆ ನೀಡಲಾಯಿತು. ಪಾಲಿಕೆ ಅಧಿಕಾರಿಗಳು, ಅರಣ್ಯ ಇಲಾಖೆ ಹಾಗೂ ಪಶುಸಂಗೋಪನಾ ಇಲಾಖೆಯ ಸಿಬ್ಬಂದಿ ಉಪಸ್ಥಿತರಿದ್ದರು. — [106, 144, 310, 173]
left-story-6-text: ಮೈಸೂರು ನಗರದ ಕುಕ್ಕರಹಳ್ಳಿ ಮತ್ತು ಹೆಬ್ಬಾಳು ಕೆರೆಗಳಲ್ಲಿ ಸಾವನ್ನಪ್ಪಿದ ಪಕ್ಷಿಗಳ ಬಗ್ಗೆ ಶಾಸಕರು ಅಧಿಕಾರಿಗಳೊಂದಿಗೆ ಪರಿಶೀಲನೆ ನಡೆಸಿದರು. ಹಕ್ಕಿ ಜ್ವರದ ಬಗ್ಗೆ ಸಾರ್ವಜನಿಕರು ಆತಂಕಪಡುವ ಅಗತ್ಯವಿಲ್ಲ ಎಂದು ತಿಳಿಸಿದರು. ಕೆರೆ ಆವರಣದಲ್ಲಿ ಸ್ವಚ್ಛತೆ ಕಾಪಾಡಲು ಸೂಚನೆ ನೀಡಲಾಯಿತು. ಪಾಲಿಕೆ ಅಧಿಕಾರಿಗಳು, ಅರಣ್ಯ ಇಲಾಖೆ ಹಾಗೂ ಪಶುಸಂಗೋಪನಾ ಇಲಾಖೆಯ ಸಿಬ್ಬಂದಿ ಉಪಸ್ಥಿತರಿದ್ದರು. — [106, 1107, 310, 1136]
matlab-highlight: MATLAB & Simulink — [649, 691, 717, 699]
story3-photo-image — [319, 653, 634, 773]
lead-headline: ಕುಕ್ಕರಹಳ್ಳಿ, ಹೆಬ್ಬಾಳು ಕೆರೆಗಳಲ್ಲಿ ಶಾಸಕ ನಾಗೇಂದ್ರ ಪರಿಶೀಲನೆ — [385, 134, 780, 158]
yellow-dot — [126, 1288, 133, 1295]
story2-text-3: ಮೈಸೂರು ನಗರದ ಕುಕ್ಕರಹಳ್ಳಿ ಮತ್ತು ಹೆಬ್ಬಾಳು ಕೆರೆಗಳಲ್ಲಿ ಸಾವನ್ನಪ್ಪಿದ ಪಕ್ಷಿಗಳ ಬಗ್ಗೆ ಶಾಸಕರು ಅಧಿಕಾರಿಗಳೊಂದಿಗೆ ಪರಿಶೀಲನೆ ನಡೆಸಿದರು. ಹಕ್ಕಿ ಜ್ವರದ ಬಗ್ಗೆ ಸಾರ್ವಜನಿಕರು ಆತಂಕಪಡುವ ಅಗತ್ಯವಿಲ್ಲ ಎಂದು ತಿಳಿಸಿದರು. ಕೆರೆ ಆವರಣದಲ್ಲಿ ಸ್ವಚ್ಛತೆ ಕಾಪಾಡಲು ಸೂಚನೆ ನೀಡಲಾಯಿತು. ಪಾಲಿಕೆ ಅಧಿಕಾರಿಗಳು, ಅರಣ್ಯ ಇಲಾಖೆ ಹಾಗೂ ಪಶುಸಂಗೋಪನಾ ಇಲಾಖೆಯ ಸಿಬ್ಬಂದಿ ಉಪಸ್ಥಿತರಿದ್ದರು. — [555, 545, 633, 620]
right-headline-4: ನಾಳೆಯಿಂದ 'ಮೈಲ್ಯಾಕ್ ಮೈಸೂರ್' ಚಿತ್ರಕಲಾ ಪ್ರದರ್ಶನ — [645, 746, 806, 756]
right-story-5-text-2: ಮೈಸೂರು ನಗರದ ಕುಕ್ಕರಹಳ್ಳಿ ಮತ್ತು ಹೆಬ್ಬಾಳು ಕೆರೆಗಳಲ್ಲಿ ಸಾವನ್ನಪ್ಪಿದ ಪಕ್ಷಿಗಳ ಬಗ್ಗೆ ಶಾಸಕರು ಅಧಿಕಾರಿಗಳೊಂದಿಗೆ ಪರಿಶೀಲನೆ ನಡೆಸಿದರು. ಹಕ್ಕಿ ಜ್ವರದ ಬಗ್ಗೆ ಸಾರ್ವಜನಿಕರು ಆತಂಕಪಡುವ ಅಗತ್ಯವಿಲ್ಲ ಎಂದು ತಿಳಿಸಿದರು. ಕೆರೆ ಆವರಣದಲ್ಲಿ ಸ್ವಚ್ಛತೆ ಕಾಪಾಡಲು ಸೂಚನೆ ನೀಡಲಾಯಿತು. ಪಾಲಿಕೆ ಅಧಿಕಾರಿಗಳು, ಅರಣ್ಯ ಇಲಾಖೆ ಹಾಗೂ ಪಶುಸಂಗೋಪನಾ ಇಲಾಖೆಯ ಸಿಬ್ಬಂದಿ ಉಪಸ್ಥಿತರಿದ್ದರು. — [643, 882, 845, 912]
lead-right-text: ಮೈಸೂರು ನಗರದ ಕುಕ್ಕರಹಳ್ಳಿ ಮತ್ತು ಹೆಬ್ಬಾಳು ಕೆರೆಗಳಲ್ಲಿ ಸಾವನ್ನಪ್ಪಿದ ಪಕ್ಷಿಗಳ ಬಗ್ಗೆ ಶಾಸಕರು ಅಧಿಕಾರಿಗಳೊಂದಿಗೆ ಪರಿಶೀಲನೆ ನಡೆಸಿದರು. ಹಕ್ಕಿ ಜ್ವರದ ಬಗ್ಗೆ ಸಾರ್ವಜನಿಕರು ಆತಂಕಪಡುವ ಅಗತ್ಯವಿಲ್ಲ ಎಂದು ತಿಳಿಸಿದರು. ಕೆರೆ ಆವರಣದಲ್ಲಿ ಸ್ವಚ್ಛತೆ ಕಾಪಾಡಲು ಸೂಚನೆ ನೀಡಲಾಯಿತು. ಪಾಲಿಕೆ ಅಧಿಕಾರಿಗಳು, ಅರಣ್ಯ ಇಲಾಖೆ ಹಾಗೂ ಪಶುಸಂಗೋಪನಾ ಇಲಾಖೆಯ ಸಿಬ್ಬಂದಿ ಉಪಸ್ಥಿತರಿದ್ದರು. — [730, 170, 846, 214]
right-story-5-text: ಮೈಸೂರು ನಗರದ ಕುಕ್ಕರಹಳ್ಳಿ ಮತ್ತು ಹೆಬ್ಬಾಳು ಕೆರೆಗಳಲ್ಲಿ ಸಾವನ್ನಪ್ಪಿದ ಪಕ್ಷಿಗಳ ಬಗ್ಗೆ ಶಾಸಕರು ಅಧಿಕಾರಿಗಳೊಂದಿಗೆ ಪರಿಶೀಲನೆ ನಡೆಸಿದರು. ಹಕ್ಕಿ ಜ್ವರದ ಬಗ್ಗೆ ಸಾರ್ವಜನಿಕರು ಆತಂಕಪಡುವ ಅಗತ್ಯವಿಲ್ಲ ಎಂದು ತಿಳಿಸಿದರು. ಕೆರೆ ಆವರಣದಲ್ಲಿ ಸ್ವಚ್ಛತೆ ಕಾಪಾಡಲು ಸೂಚನೆ ನೀಡಲಾಯಿತು. ಪಾಲಿಕೆ ಅಧಿಕಾರಿಗಳು, ಅರಣ್ಯ ಇಲಾಖೆ ಹಾಗೂ ಪಶುಸಂಗೋಪನಾ ಇಲಾಖೆಯ ಸಿಬ್ಬಂದಿ ಉಪಸ್ಥಿತರಿದ್ದರು. — [643, 850, 845, 879]
left-headline-4: ಕೊಡಗು ಮೂಲದ ವ್ಯಕ್ತಿಗೆ ಕೊರೊನಾ ಸೋಂಕು? — [110, 590, 273, 601]
cyan-dot — [455, 1288, 462, 1295]
left-story-3-body — [106, 497, 310, 589]
sidebar-body — [318, 1022, 408, 1300]
story2-portrait — [476, 440, 528, 540]
issue-date: ಶುಕ್ರವಾರ 13 ಮಾರ್ಚ್ 2020 — [724, 93, 845, 106]
story5-text-1: ಮೈಸೂರು ನಗರದ ಕುಕ್ಕರಹಳ್ಳಿ ಮತ್ತು ಹೆಬ್ಬಾಳು ಕೆರೆಗಳಲ್ಲಿ ಸಾವನ್ನಪ್ಪಿದ ಪಕ್ಷಿಗಳ ಬಗ್ಗೆ ಶಾಸಕರು ಅಧಿಕಾರಿಗಳೊಂದಿಗೆ ಪರಿಶೀಲನೆ ನಡೆಸಿದರು. ಹಕ್ಕಿ ಜ್ವರದ ಬಗ್ಗೆ ಸಾರ್ವಜನಿಕರು ಆತಂಕಪಡುವ ಅಗತ್ಯವಿಲ್ಲ ಎಂದು ತಿಳಿಸಿದರು. ಕೆರೆ ಆವರಣದಲ್ಲಿ ಸ್ವಚ್ಛತೆ ಕಾಪಾಡಲು ಸೂಚನೆ ನೀಡಲಾಯಿತು. ಪಾಲಿಕೆ ಅಧಿಕಾರಿಗಳು, ಅರಣ್ಯ ಇಲಾಖೆ ಹಾಗೂ ಪಶುಸಂಗೋಪನಾ ಇಲಾಖೆಯ ಸಿಬ್ಬಂದಿ ಉಪಸ್ಥಿತರಿದ್ದರು. — [418, 1163, 520, 1215]
yellow-dot — [475, 1288, 482, 1295]
left-story-2-text-2: ಮೈಸೂರು ನಗರದ ಕುಕ್ಕರಹಳ್ಳಿ ಮತ್ತು ಹೆಬ್ಬಾಳು ಕೆರೆಗಳಲ್ಲಿ ಸಾವನ್ನಪ್ಪಿದ ಪಕ್ಷಿಗಳ ಬಗ್ಗೆ ಶಾಸಕರು ಅಧಿಕಾರಿಗಳೊಂದಿಗೆ ಪರಿಶೀಲನೆ ನಡೆಸಿದರು. ಹಕ್ಕಿ ಜ್ವರದ ಬಗ್ಗೆ ಸಾರ್ವಜನಿಕರು ಆತಂಕಪಡುವ ಅಗತ್ಯವಿಲ್ಲ ಎಂದು ತಿಳಿಸಿದರು. ಕೆರೆ ಆವರಣದಲ್ಲಿ ಸ್ವಚ್ಛತೆ ಕಾಪಾಡಲು ಸೂಚನೆ ನೀಡಲಾಯಿತು. ಪಾಲಿಕೆ ಅಧಿಕಾರಿಗಳು, ಅರಣ್ಯ ಇಲಾಖೆ ಹಾಗೂ ಪಶುಸಂಗೋಪನಾ ಇಲಾಖೆಯ ಸಿಬ್ಬಂದಿ ಉಪಸ್ಥಿತರಿದ್ದರು. — [106, 305, 310, 335]
lead-body-left — [318, 170, 422, 360]
section-title: ಮೈಸೂರು ನಗರ — [147, 91, 219, 107]
left-story-5-text-7: ಮೈಸೂರು ನಗರದ ಕುಕ್ಕರಹಳ್ಳಿ ಮತ್ತು ಹೆಬ್ಬಾಳು ಕೆರೆಗಳಲ್ಲಿ ಸಾವನ್ನಪ್ಪಿದ ಪಕ್ಷಿಗಳ ಬಗ್ಗೆ ಶಾಸಕರು ಅಧಿಕಾರಿಗಳೊಂದಿಗೆ ಪರಿಶೀಲನೆ ನಡೆಸಿದರು. ಹಕ್ಕಿ ಜ್ವರದ ಬಗ್ಗೆ ಸಾರ್ವಜನಿಕರು ಆತಂಕಪಡುವ ಅಗತ್ಯವಿಲ್ಲ ಎಂದು ತಿಳಿಸಿದರು. ಕೆರೆ ಆವರಣದಲ್ಲಿ ಸ್ವಚ್ಛತೆ ಕಾಪಾಡಲು ಸೂಚನೆ ನೀಡಲಾಯಿತು. ಪಾಲಿಕೆ ಅಧಿಕಾರಿಗಳು, ಅರಣ್ಯ ಇಲಾಖೆ ಹಾಗೂ ಪಶುಸಂಗೋಪನಾ ಇಲಾಖೆಯ ಸಿಬ್ಬಂದಿ ಉಪಸ್ಥಿತರಿದ್ದರು. — [106, 935, 310, 965]
story2-side-caption: ಮೈಸೂರಿನ ಸೆಂಟ್ ಫಿಲೋಮಿನಾ ಕಾಲೇಜಿನಲ್ಲಿ ಗುರುವಾರ 'ವರ್ಚುವಲ್ ಟ್ರೆಂಡ್ಸ್ ಇನ್ ರಿಸರ್ಚ್ ಮೆಥೋಡ್ ಅಂಡ್ ಪಬ್ಲಿಕೇಶನ್ ಎಥಿಕ್ಸ್' ವಿಷಯದ ಒಂದು ದಿನದ ರಾಜ್ಯ ಮಟ್ಟದ ಕಾರ್ಯಾಗಾರ — [533, 440, 633, 469]
left-column-divider — [313, 113, 314, 1283]
sidebar-text-3: ಮೈಸೂರು ನಗರದ ಕುಕ್ಕರಹಳ್ಳಿ ಮತ್ತು ಹೆಬ್ಬಾಳು ಕೆರೆಗಳಲ್ಲಿ ಸಾವನ್ನಪ್ಪಿದ ಪಕ್ಷಿಗಳ ಬಗ್ಗೆ ಶಾಸಕರು ಅಧಿಕಾರಿಗಳೊಂದಿಗೆ ಪರಿಶೀಲನೆ ನಡೆಸಿದರು. ಹಕ್ಕಿ ಜ್ವರದ ಬಗ್ಗೆ ಸಾರ್ವಜನಿಕರು ಆತಂಕಪಡುವ ಅಗತ್ಯವಿಲ್ಲ ಎಂದು ತಿಳಿಸಿದರು. ಕೆರೆ ಆವರಣದಲ್ಲಿ ಸ್ವಚ್ಛತೆ ಕಾಪಾಡಲು ಸೂಚನೆ ನೀಡಲಾಯಿತು. ಪಾಲಿಕೆ ಅಧಿಕಾರಿಗಳು, ಅರಣ್ಯ ಇಲಾಖೆ ಹಾಗೂ ಪಶುಸಂಗೋಪನಾ ಇಲಾಖೆಯ ಸಿಬ್ಬಂದಿ ಉಪಸ್ಥಿತರಿದ್ದರು. — [318, 1162, 408, 1230]
story2-headline-line1: ವೈಜ್ಞಾನಿಕ ಸಂಶೋಧನಾ ಲೇಖನಗಳ — [318, 384, 526, 405]
left-story-5-text-3: ಮೈಸೂರು ನಗರದ ಕುಕ್ಕರಹಳ್ಳಿ ಮತ್ತು ಹೆಬ್ಬಾಳು ಕೆರೆಗಳಲ್ಲಿ ಸಾವನ್ನಪ್ಪಿದ ಪಕ್ಷಿಗಳ ಬಗ್ಗೆ ಶಾಸಕರು ಅಧಿಕಾರಿಗಳೊಂದಿಗೆ ಪರಿಶೀಲನೆ ನಡೆಸಿದರು. ಹಕ್ಕಿ ಜ್ವರದ ಬಗ್ಗೆ ಸಾರ್ವಜನಿಕರು ಆತಂಕಪಡುವ ಅಗತ್ಯವಿಲ್ಲ ಎಂದು ತಿಳಿಸಿದರು. ಕೆರೆ ಆವರಣದಲ್ಲಿ ಸ್ವಚ್ಛತೆ ಕಾಪಾಡಲು ಸೂಚನೆ ನೀಡಲಾಯಿತು. ಪಾಲಿಕೆ ಅಧಿಕಾರಿಗಳು, ಅರಣ್ಯ ಇಲಾಖೆ ಹಾಗೂ ಪಶುಸಂಗೋಪನಾ ಇಲಾಖೆಯ ಸಿಬ್ಬಂದಿ ಉಪಸ್ಥಿತರಿದ್ದರು. — [106, 805, 310, 835]
story4-body-1 — [318, 842, 468, 934]
magenta-dot — [116, 1288, 123, 1295]
story5-text-1b: ಮೈಸೂರು ನಗರದ ಕುಕ್ಕರಹಳ್ಳಿ ಮತ್ತು ಹೆಬ್ಬಾಳು ಕೆರೆಗಳಲ್ಲಿ ಸಾವನ್ನಪ್ಪಿದ ಪಕ್ಷಿಗಳ ಬಗ್ಗೆ ಶಾಸಕರು ಅಧಿಕಾರಿಗಳೊಂದಿಗೆ ಪರಿಶೀಲನೆ ನಡೆಸಿದರು. ಹಕ್ಕಿ ಜ್ವರದ ಬಗ್ಗೆ ಸಾರ್ವಜನಿಕರು ಆತಂಕಪಡುವ ಅಗತ್ಯವಿಲ್ಲ ಎಂದು ತಿಳಿಸಿದರು. ಕೆರೆ ಆವರಣದಲ್ಲಿ ಸ್ವಚ್ಛತೆ ಕಾಪಾಡಲು ಸೂಚನೆ ನೀಡಲಾಯಿತು. ಪಾಲಿಕೆ ಅಧಿಕಾರಿಗಳು, ಅರಣ್ಯ ಇಲಾಖೆ ಹಾಗೂ ಪಶುಸಂಗೋಪನಾ ಇಲಾಖೆಯ ಸಿಬ್ಬಂದಿ ಉಪಸ್ಥಿತರಿದ್ದರು. — [418, 1218, 520, 1270]
story5-photo — [418, 1000, 738, 1148]
left-story-5-text-6: ಮೈಸೂರು ನಗರದ ಕುಕ್ಕರಹಳ್ಳಿ ಮತ್ತು ಹೆಬ್ಬಾಳು ಕೆರೆಗಳಲ್ಲಿ ಸಾವನ್ನಪ್ಪಿದ ಪಕ್ಷಿಗಳ ಬಗ್ಗೆ ಶಾಸಕರು ಅಧಿಕಾರಿಗಳೊಂದಿಗೆ ಪರಿಶೀಲನೆ ನಡೆಸಿದರು. ಹಕ್ಕಿ ಜ್ವರದ ಬಗ್ಗೆ ಸಾರ್ವಜನಿಕರು ಆತಂಕಪಡುವ ಅಗತ್ಯವಿಲ್ಲ ಎಂದು ತಿಳಿಸಿದರು. ಕೆರೆ ಆವರಣದಲ್ಲಿ ಸ್ವಚ್ಛತೆ ಕಾಪಾಡಲು ಸೂಚನೆ ನೀಡಲಾಯಿತು. ಪಾಲಿಕೆ ಅಧಿಕಾರಿಗಳು, ಅರಣ್ಯ ಇಲಾಖೆ ಹಾಗೂ ಪಶುಸಂಗೋಪನಾ ಇಲಾಖೆಯ ಸಿಬ್ಬಂದಿ ಉಪಸ್ಥಿತರಿದ್ದರು. — [106, 902, 310, 932]
story5-body-2 — [525, 1163, 627, 1275]
lead-left-text: ಮೈಸೂರು ನಗರದ ಕುಕ್ಕರಹಳ್ಳಿ ಮತ್ತು ಹೆಬ್ಬಾಳು ಕೆರೆಗಳಲ್ಲಿ ಸಾವನ್ನಪ್ಪಿದ ಪಕ್ಷಿಗಳ ಬಗ್ಗೆ ಶಾಸಕರು ಅಧಿಕಾರಿಗಳೊಂದಿಗೆ ಪರಿಶೀಲನೆ ನಡೆಸಿದರು. ಹಕ್ಕಿ ಜ್ವರದ ಬಗ್ಗೆ ಸಾರ್ವಜನಿಕರು ಆತಂಕಪಡುವ ಅಗತ್ಯವಿಲ್ಲ ಎಂದು ತಿಳಿಸಿದರು. ಕೆರೆ ಆವರಣದಲ್ಲಿ ಸ್ವಚ್ಛತೆ ಕಾಪಾಡಲು ಸೂಚನೆ ನೀಡಲಾಯಿತು. ಪಾಲಿಕೆ ಅಧಿಕಾರಿಗಳು, ಅರಣ್ಯ ಇಲಾಖೆ ಹಾಗೂ ಪಶುಸಂಗೋಪನಾ ಇಲಾಖೆಯ ಸಿಬ್ಬಂದಿ ಉಪಸ್ಥಿತರಿದ್ದರು. — [318, 170, 422, 222]
left-story-2-text-4: ಮೈಸೂರು ನಗರದ ಕುಕ್ಕರಹಳ್ಳಿ ಮತ್ತು ಹೆಬ್ಬಾಳು ಕೆರೆಗಳಲ್ಲಿ ಸಾವನ್ನಪ್ಪಿದ ಪಕ್ಷಿಗಳ ಬಗ್ಗೆ ಶಾಸಕರು ಅಧಿಕಾರಿಗಳೊಂದಿಗೆ ಪರಿಶೀಲನೆ ನಡೆಸಿದರು. ಹಕ್ಕಿ ಜ್ವರದ ಬಗ್ಗೆ ಸಾರ್ವಜನಿಕರು ಆತಂಕಪಡುವ ಅಗತ್ಯವಿಲ್ಲ ಎಂದು ತಿಳಿಸಿದರು. ಕೆರೆ ಆವರಣದಲ್ಲಿ ಸ್ವಚ್ಛತೆ ಕಾಪಾಡಲು ಸೂಚನೆ ನೀಡಲಾಯಿತು. ಪಾಲಿಕೆ ಅಧಿಕಾರಿಗಳು, ಅರಣ್ಯ ಇಲಾಖೆ ಹಾಗೂ ಪಶುಸಂಗೋಪನಾ ಇಲಾಖೆಯ ಸಿಬ್ಬಂದಿ ಉಪಸ್ಥಿತರಿದ್ದರು. — [106, 370, 310, 399]
story3-photo — [318, 652, 633, 772]
yellow-dot — [825, 1288, 832, 1295]
story4-headline-line2: ಗಂಗೋತ್ರಿ ಉಪನ್ಯಾಸಕಿ ಪೊಲೀಸರಿಗೆ ದೂರು — [378, 821, 578, 837]
story2-photo-image — [319, 441, 472, 541]
left-headline-6: ಥರ್ಮಲ್ ಸ್ಕ್ರೀನಿಂಗ್ ಆರಂಭ — [120, 1090, 220, 1102]
black-dot — [485, 1288, 492, 1295]
right-story-1-body — [643, 398, 845, 528]
black-dot — [835, 1288, 842, 1295]
story5-body-3 — [632, 1163, 738, 1275]
story5-text-2b: ಮೈಸೂರು ನಗರದ ಕುಕ್ಕರಹಳ್ಳಿ ಮತ್ತು ಹೆಬ್ಬಾಳು ಕೆರೆಗಳಲ್ಲಿ ಸಾವನ್ನಪ್ಪಿದ ಪಕ್ಷಿಗಳ ಬಗ್ಗೆ ಶಾಸಕರು ಅಧಿಕಾರಿಗಳೊಂದಿಗೆ ಪರಿಶೀಲನೆ ನಡೆಸಿದರು. ಹಕ್ಕಿ ಜ್ವರದ ಬಗ್ಗೆ ಸಾರ್ವಜನಿಕರು ಆತಂಕಪಡುವ ಅಗತ್ಯವಿಲ್ಲ ಎಂದು ತಿಳಿಸಿದರು. ಕೆರೆ ಆವರಣದಲ್ಲಿ ಸ್ವಚ್ಛತೆ ಕಾಪಾಡಲು ಸೂಚನೆ ನೀಡಲಾಯಿತು. ಪಾಲಿಕೆ ಅಧಿಕಾರಿಗಳು, ಅರಣ್ಯ ಇಲಾಖೆ ಹಾಗೂ ಪಶುಸಂಗೋಪನಾ ಇಲಾಖೆಯ ಸಿಬ್ಬಂದಿ ಉಪಸ್ಥಿತರಿದ್ದರು. — [525, 1218, 627, 1270]
left-story-6-body — [106, 1107, 310, 1277]
story4-text-2: ಮೈಸೂರು ನಗರದ ಕುಕ್ಕರಹಳ್ಳಿ ಮತ್ತು ಹೆಬ್ಬಾಳು ಕೆರೆಗಳಲ್ಲಿ ಸಾವನ್ನಪ್ಪಿದ ಪಕ್ಷಿಗಳ ಬಗ್ಗೆ ಶಾಸಕರು ಅಧಿಕಾರಿಗಳೊಂದಿಗೆ ಪರಿಶೀಲನೆ ನಡೆಸಿದರು. ಹಕ್ಕಿ ಜ್ವರದ ಬಗ್ಗೆ ಸಾರ್ವಜನಿಕರು ಆತಂಕಪಡುವ ಅಗತ್ಯವಿಲ್ಲ ಎಂದು ತಿಳಿಸಿದರು. ಕೆರೆ ಆವರಣದಲ್ಲಿ ಸ್ವಚ್ಛತೆ ಕಾಪಾಡಲು ಸೂಚನೆ ನೀಡಲಾಯಿತು. ಪಾಲಿಕೆ ಅಧಿಕಾರಿಗಳು, ಅರಣ್ಯ ಇಲಾಖೆ ಹಾಗೂ ಪಶುಸಂಗೋಪನಾ ಇಲಾಖೆಯ ಸಿಬ್ಬಂದಿ ಉಪಸ್ಥಿತರಿದ್ದರು. — [474, 842, 634, 879]
story2-body-2 — [476, 545, 550, 645]
sidebar-text-1: ಮೈಸೂರು ನಗರದ ಕುಕ್ಕರಹಳ್ಳಿ ಮತ್ತು ಹೆಬ್ಬಾಳು ಕೆರೆಗಳಲ್ಲಿ ಸಾವನ್ನಪ್ಪಿದ ಪಕ್ಷಿಗಳ ಬಗ್ಗೆ ಶಾಸಕರು ಅಧಿಕಾರಿಗಳೊಂದಿಗೆ ಪರಿಶೀಲನೆ ನಡೆಸಿದರು. ಹಕ್ಕಿ ಜ್ವರದ ಬಗ್ಗೆ ಸಾರ್ವಜನಿಕರು ಆತಂಕಪಡುವ ಅಗತ್ಯವಿಲ್ಲ ಎಂದು ತಿಳಿಸಿದರು. ಕೆರೆ ಆವರಣದಲ್ಲಿ ಸ್ವಚ್ಛತೆ ಕಾಪಾಡಲು ಸೂಚನೆ ನೀಡಲಾಯಿತು. ಪಾಲಿಕೆ ಅಧಿಕಾರಿಗಳು, ಅರಣ್ಯ ಇಲಾಖೆ ಹಾಗೂ ಪಶುಸಂಗೋಪನಾ ಇಲಾಖೆಯ ಸಿಬ್ಬಂದಿ ಉಪಸ್ಥಿತರಿದ್ದರು. — [318, 1022, 408, 1089]
left-headline-5: ವೈದ್ಯರ ನೇರ ನೇಮಕಾತಿ — [128, 724, 211, 736]
story4-headline-line1: ತರಗತಿಗೆ ಅಡ್ಡಿ ಆರೋಪ: ವಿದ್ಯಾರ್ಥಿಗಳ ವಿರುದ್ಧ — [367, 801, 589, 817]
header-rule — [105, 110, 845, 111]
left-story-4-body — [106, 605, 310, 723]
lead-photo-image — [429, 171, 725, 357]
magenta-dot — [815, 1288, 822, 1295]
story2-text-1: ಮೈಸೂರು ನಗರದ ಕುಕ್ಕರಹಳ್ಳಿ ಮತ್ತು ಹೆಬ್ಬಾಳು ಕೆರೆಗಳಲ್ಲಿ ಸಾವನ್ನಪ್ಪಿದ ಪಕ್ಷಿಗಳ ಬಗ್ಗೆ ಶಾಸಕರು ಅಧಿಕಾರಿಗಳೊಂದಿಗೆ ಪರಿಶೀಲನೆ ನಡೆಸಿದರು. ಹಕ್ಕಿ ಜ್ವರದ ಬಗ್ಗೆ ಸಾರ್ವಜನಿಕರು ಆತಂಕಪಡುವ ಅಗತ್ಯವಿಲ್ಲ ಎಂದು ತಿಳಿಸಿದರು. ಕೆರೆ ಆವರಣದಲ್ಲಿ ಸ್ವಚ್ಛತೆ ಕಾಪಾಡಲು ಸೂಚನೆ ನೀಡಲಾಯಿತು. ಪಾಲಿಕೆ ಅಧಿಕಾರಿಗಳು, ಅರಣ್ಯ ಇಲಾಖೆ ಹಾಗೂ ಪಶುಸಂಗೋಪನಾ ಇಲಾಖೆಯ ಸಿಬ್ಬಂದಿ ಉಪಸ್ಥಿತರಿದ್ದರು. — [318, 545, 471, 582]
right-story-1-text-2: ಮೈಸೂರು ನಗರದ ಕುಕ್ಕರಹಳ್ಳಿ ಮತ್ತು ಹೆಬ್ಬಾಳು ಕೆರೆಗಳಲ್ಲಿ ಸಾವನ್ನಪ್ಪಿದ ಪಕ್ಷಿಗಳ ಬಗ್ಗೆ ಶಾಸಕರು ಅಧಿಕಾರಿಗಳೊಂದಿಗೆ ಪರಿಶೀಲನೆ ನಡೆಸಿದರು. ಹಕ್ಕಿ ಜ್ವರದ ಬಗ್ಗೆ ಸಾರ್ವಜನಿಕರು ಆತಂಕಪಡುವ ಅಗತ್ಯವಿಲ್ಲ ಎಂದು ತಿಳಿಸಿದರು. ಕೆರೆ ಆವರಣದಲ್ಲಿ ಸ್ವಚ್ಛತೆ ಕಾಪಾಡಲು ಸೂಚನೆ ನೀಡಲಾಯಿತು. ಪಾಲಿಕೆ ಅಧಿಕಾರಿಗಳು, ಅರಣ್ಯ ಇಲಾಖೆ ಹಾಗೂ ಪಶುಸಂಗೋಪನಾ ಇಲಾಖೆಯ ಸಿಬ್ಬಂದಿ ಉಪಸ್ಥಿತರಿದ್ದರು. — [643, 430, 845, 460]
story5-text-2: ಮೈಸೂರು ನಗರದ ಕುಕ್ಕರಹಳ್ಳಿ ಮತ್ತು ಹೆಬ್ಬಾಳು ಕೆರೆಗಳಲ್ಲಿ ಸಾವನ್ನಪ್ಪಿದ ಪಕ್ಷಿಗಳ ಬಗ್ಗೆ ಶಾಸಕರು ಅಧಿಕಾರಿಗಳೊಂದಿಗೆ ಪರಿಶೀಲನೆ ನಡೆಸಿದರು. ಹಕ್ಕಿ ಜ್ವರದ ಬಗ್ಗೆ ಸಾರ್ವಜನಿಕರು ಆತಂಕಪಡುವ ಅಗತ್ಯವಿಲ್ಲ ಎಂದು ತಿಳಿಸಿದರು. ಕೆರೆ ಆವರಣದಲ್ಲಿ ಸ್ವಚ್ಛತೆ ಕಾಪಾಡಲು ಸೂಚನೆ ನೀಡಲಾಯಿತು. ಪಾಲಿಕೆ ಅಧಿಕಾರಿಗಳು, ಅರಣ್ಯ ಇಲಾಖೆ ಹಾಗೂ ಪಶುಸಂಗೋಪನಾ ಇಲಾಖೆಯ ಸಿಬ್ಬಂದಿ ಉಪಸ್ಥಿತರಿದ್ದರು. — [525, 1163, 627, 1215]
right-story-2-body — [643, 545, 773, 637]
story5-text-3: ಮೈಸೂರು ನಗರದ ಕುಕ್ಕರಹಳ್ಳಿ ಮತ್ತು ಹೆಬ್ಬಾಳು ಕೆರೆಗಳಲ್ಲಿ ಸಾವನ್ನಪ್ಪಿದ ಪಕ್ಷಿಗಳ ಬಗ್ಗೆ ಶಾಸಕರು ಅಧಿಕಾರಿಗಳೊಂದಿಗೆ ಪರಿಶೀಲನೆ ನಡೆಸಿದರು. ಹಕ್ಕಿ ಜ್ವರದ ಬಗ್ಗೆ ಸಾರ್ವಜನಿಕರು ಆತಂಕಪಡುವ ಅಗತ್ಯವಿಲ್ಲ ಎಂದು ತಿಳಿಸಿದರು. ಕೆರೆ ಆವರಣದಲ್ಲಿ ಸ್ವಚ್ಛತೆ ಕಾಪಾಡಲು ಸೂಚನೆ ನೀಡಲಾಯಿತು. ಪಾಲಿಕೆ ಅಧಿಕಾರಿಗಳು, ಅರಣ್ಯ ಇಲಾಖೆ ಹಾಗೂ ಪಶುಸಂಗೋಪನಾ ಇಲಾಖೆಯ ಸಿಬ್ಬಂದಿ ಉಪಸ್ಥಿತರಿದ್ದರು. — [632, 1163, 738, 1215]
left-story-5-text: ಮೈಸೂರು ನಗರದ ಕುಕ್ಕರಹಳ್ಳಿ ಮತ್ತು ಹೆಬ್ಬಾಳು ಕೆರೆಗಳಲ್ಲಿ ಸಾವನ್ನಪ್ಪಿದ ಪಕ್ಷಿಗಳ ಬಗ್ಗೆ ಶಾಸಕರು ಅಧಿಕಾರಿಗಳೊಂದಿಗೆ ಪರಿಶೀಲನೆ ನಡೆಸಿದರು. ಹಕ್ಕಿ ಜ್ವರದ ಬಗ್ಗೆ ಸಾರ್ವಜನಿಕರು ಆತಂಕಪಡುವ ಅಗತ್ಯವಿಲ್ಲ ಎಂದು ತಿಳಿಸಿದರು. ಕೆರೆ ಆವರಣದಲ್ಲಿ ಸ್ವಚ್ಛತೆ ಕಾಪಾಡಲು ಸೂಚನೆ ನೀಡಲಾಯಿತು. ಪಾಲಿಕೆ ಅಧಿಕಾರಿಗಳು, ಅರಣ್ಯ ಇಲಾಖೆ ಹಾಗೂ ಪಶುಸಂಗೋಪನಾ ಇಲಾಖೆಯ ಸಿಬ್ಬಂದಿ ಉಪಸ್ಥಿತರಿದ್ದರು. — [106, 741, 310, 770]
left-story-1-text-3: ಮೈಸೂರು ನಗರದ ಕುಕ್ಕರಹಳ್ಳಿ ಮತ್ತು ಹೆಬ್ಬಾಳು ಕೆರೆಗಳಲ್ಲಿ ಸಾವನ್ನಪ್ಪಿದ ಪಕ್ಷಿಗಳ ಬಗ್ಗೆ ಶಾಸಕರು ಅಧಿಕಾರಿಗಳೊಂದಿಗೆ ಪರಿಶೀಲನೆ ನಡೆಸಿದರು. ಹಕ್ಕಿ ಜ್ವರದ ಬಗ್ಗೆ ಸಾರ್ವಜನಿಕರು ಆತಂಕಪಡುವ ಅಗತ್ಯವಿಲ್ಲ ಎಂದು ತಿಳಿಸಿದರು. ಕೆರೆ ಆವರಣದಲ್ಲಿ ಸ್ವಚ್ಛತೆ ಕಾಪಾಡಲು ಸೂಚನೆ ನೀಡಲಾಯಿತು. ಪಾಲಿಕೆ ಅಧಿಕಾರಿಗಳು, ಅರಣ್ಯ ಇಲಾಖೆ ಹಾಗೂ ಪಶುಸಂಗೋಪನಾ ಇಲಾಖೆಯ ಸಿಬ್ಬಂದಿ ಉಪಸ್ಥಿತರಿದ್ದರು. — [106, 208, 310, 238]
lead-right-text-3: ಮೈಸೂರು ನಗರದ ಕುಕ್ಕರಹಳ್ಳಿ ಮತ್ತು ಹೆಬ್ಬಾಳು ಕೆರೆಗಳಲ್ಲಿ ಸಾವನ್ನಪ್ಪಿದ ಪಕ್ಷಿಗಳ ಬಗ್ಗೆ ಶಾಸಕರು ಅಧಿಕಾರಿಗಳೊಂದಿಗೆ ಪರಿಶೀಲನೆ ನಡೆಸಿದರು. ಹಕ್ಕಿ ಜ್ವರದ ಬಗ್ಗೆ ಸಾರ್ವಜನಿಕರು ಆತಂಕಪಡುವ ಅಗತ್ಯವಿಲ್ಲ ಎಂದು ತಿಳಿಸಿದರು. ಕೆರೆ ಆವರಣದಲ್ಲಿ ಸ್ವಚ್ಛತೆ ಕಾಪಾಡಲು ಸೂಚನೆ ನೀಡಲಾಯಿತು. ಪಾಲಿಕೆ ಅಧಿಕಾರಿಗಳು, ಅರಣ್ಯ ಇಲಾಖೆ ಹಾಗೂ ಪಶುಸಂಗೋಪನಾ ಇಲಾಖೆಯ ಸಿಬ್ಬಂದಿ ಉಪಸ್ಥಿತರಿದ್ದರು. — [730, 265, 846, 310]
sidebar-divider — [412, 942, 413, 1277]
left-headline-3: ವೈರಸ್ ಜೂನ್ ಒಳಗೆ ಅಂತ್ಯ: ಚೀನಾ — [110, 480, 246, 493]
page-header — [105, 91, 845, 109]
dancer-illustration — [776, 540, 844, 640]
right-story-2-text-2: ಮೈಸೂರು ನಗರದ ಕುಕ್ಕರಹಳ್ಳಿ ಮತ್ತು ಹೆಬ್ಬಾಳು ಕೆರೆಗಳಲ್ಲಿ ಸಾವನ್ನಪ್ಪಿದ ಪಕ್ಷಿಗಳ ಬಗ್ಗೆ ಶಾಸಕರು ಅಧಿಕಾರಿಗಳೊಂದಿಗೆ ಪರಿಶೀಲನೆ ನಡೆಸಿದರು. ಹಕ್ಕಿ ಜ್ವರದ ಬಗ್ಗೆ ಸಾರ್ವಜನಿಕರು ಆತಂಕಪಡುವ ಅಗತ್ಯವಿಲ್ಲ ಎಂದು ತಿಳಿಸಿದರು. ಕೆರೆ ಆವರಣದಲ್ಲಿ ಸ್ವಚ್ಛತೆ ಕಾಪಾಡಲು ಸೂಚನೆ ನೀಡಲಾಯಿತು. ಪಾಲಿಕೆ ಅಧಿಕಾರಿಗಳು, ಅರಣ್ಯ ಇಲಾಖೆ ಹಾಗೂ ಪಶುಸಂಗೋಪನಾ ಇಲಾಖೆಯ ಸಿಬ್ಬಂದಿ ಉಪಸ್ಥಿತರಿದ್ದರು. — [643, 592, 773, 637]
story2-portrait-image — [477, 441, 529, 541]
lead-body-right — [730, 170, 845, 380]
sidebar-text-4: ಮೈಸೂರು ನಗರದ ಕುಕ್ಕರಹಳ್ಳಿ ಮತ್ತು ಹೆಬ್ಬಾಳು ಕೆರೆಗಳಲ್ಲಿ ಸಾವನ್ನಪ್ಪಿದ ಪಕ್ಷಿಗಳ ಬಗ್ಗೆ ಶಾಸಕರು ಅಧಿಕಾರಿಗಳೊಂದಿಗೆ ಪರಿಶೀಲನೆ ನಡೆಸಿದರು. ಹಕ್ಕಿ ಜ್ವರದ ಬಗ್ಗೆ ಸಾರ್ವಜನಿಕರು ಆತಂಕಪಡುವ ಅಗತ್ಯವಿಲ್ಲ ಎಂದು ತಿಳಿಸಿದರು. ಕೆರೆ ಆವರಣದಲ್ಲಿ ಸ್ವಚ್ಛತೆ ಕಾಪಾಡಲು ಸೂಚನೆ ನೀಡಲಾಯಿತು. ಪಾಲಿಕೆ ಅಧಿಕಾರಿಗಳು, ಅರಣ್ಯ ಇಲಾಖೆ ಹಾಗೂ ಪಶುಸಂಗೋಪನಾ ಇಲಾಖೆಯ ಸಿಬ್ಬಂದಿ ಉಪಸ್ಥಿತರಿದ್ದರು. — [318, 1233, 408, 1300]
magenta-dot — [465, 1288, 472, 1295]
story5-right-text-2: ಮೈಸೂರು ನಗರದ ಕುಕ್ಕರಹಳ್ಳಿ ಮತ್ತು ಹೆಬ್ಬಾಳು ಕೆರೆಗಳಲ್ಲಿ ಸಾವನ್ನಪ್ಪಿದ ಪಕ್ಷಿಗಳ ಬಗ್ಗೆ ಶಾಸಕರು ಅಧಿಕಾರಿಗಳೊಂದಿಗೆ ಪರಿಶೀಲನೆ ನಡೆಸಿದರು. ಹಕ್ಕಿ ಜ್ವರದ ಬಗ್ಗೆ ಸಾರ್ವಜನಿಕರು ಆತಂಕಪಡುವ ಅಗತ್ಯವಿಲ್ಲ ಎಂದು ತಿಳಿಸಿದರು. ಕೆರೆ ಆವರಣದಲ್ಲಿ ಸ್ವಚ್ಛತೆ ಕಾಪಾಡಲು ಸೂಚನೆ ನೀಡಲಾಯಿತು. ಪಾಲಿಕೆ ಅಧಿಕಾರಿಗಳು, ಅರಣ್ಯ ಇಲಾಖೆ ಹಾಗೂ ಪಶುಸಂಗೋಪನಾ ಇಲಾಖೆಯ ಸಿಬ್ಬಂದಿ ಉಪಸ್ಥಿತರಿದ್ದರು. — [742, 1055, 845, 1107]
left-story-1-text-2: ಮೈಸೂರು ನಗರದ ಕುಕ್ಕರಹಳ್ಳಿ ಮತ್ತು ಹೆಬ್ಬಾಳು ಕೆರೆಗಳಲ್ಲಿ ಸಾವನ್ನಪ್ಪಿದ ಪಕ್ಷಿಗಳ ಬಗ್ಗೆ ಶಾಸಕರು ಅಧಿಕಾರಿಗಳೊಂದಿಗೆ ಪರಿಶೀಲನೆ ನಡೆಸಿದರು. ಹಕ್ಕಿ ಜ್ವರದ ಬಗ್ಗೆ ಸಾರ್ವಜನಿಕರು ಆತಂಕಪಡುವ ಅಗತ್ಯವಿಲ್ಲ ಎಂದು ತಿಳಿಸಿದರು. ಕೆರೆ ಆವರಣದಲ್ಲಿ ಸ್ವಚ್ಛತೆ ಕಾಪಾಡಲು ಸೂಚನೆ ನೀಡಲಾಯಿತು. ಪಾಲಿಕೆ ಅಧಿಕಾರಿಗಳು, ಅರಣ್ಯ ಇಲಾಖೆ ಹಾಗೂ ಪಶುಸಂಗೋಪನಾ ಇಲಾಖೆಯ ಸಿಬ್ಬಂದಿ ಉಪಸ್ಥಿತರಿದ್ದರು. — [106, 176, 310, 206]
sidebar-headline: ಮನೆ ಬೀಗ ಮುರಿದು ನಗ-ನಾಣ್ಯ ಕಳವು — [328, 945, 398, 999]
left-story-5-text-8: ಮೈಸೂರು ನಗರದ ಕುಕ್ಕರಹಳ್ಳಿ ಮತ್ತು ಹೆಬ್ಬಾಳು ಕೆರೆಗಳಲ್ಲಿ ಸಾವನ್ನಪ್ಪಿದ ಪಕ್ಷಿಗಳ ಬಗ್ಗೆ ಶಾಸಕರು ಅಧಿಕಾರಿಗಳೊಂದಿಗೆ ಪರಿಶೀಲನೆ ನಡೆಸಿದರು. ಹಕ್ಕಿ ಜ್ವರದ ಬಗ್ಗೆ ಸಾರ್ವಜನಿಕರು ಆತಂಕಪಡುವ ಅಗತ್ಯವಿಲ್ಲ ಎಂದು ತಿಳಿಸಿದರು. ಕೆರೆ ಆವರಣದಲ್ಲಿ ಸ್ವಚ್ಛತೆ ಕಾಪಾಡಲು ಸೂಚನೆ ನೀಡಲಾಯಿತು. ಪಾಲಿಕೆ ಅಧಿಕಾರಿಗಳು, ಅರಣ್ಯ ಇಲಾಖೆ ಹಾಗೂ ಪಶುಸಂಗೋಪನಾ ಇಲಾಖೆಯ ಸಿಬ್ಬಂದಿ ಉಪಸ್ಥಿತರಿದ್ದರು. — [106, 967, 310, 997]
cyan-dot — [106, 1288, 113, 1295]
masthead-logo: ಮೈಸೂರು ಮಿತ್ರ — [435, 91, 495, 105]
lead-photo-caption: ಮತ್ತು ಹೆಬ್ಬಾಳು ಕೆರೆಗಳಲ್ಲಿ ಸಾವನ್ನಪ್ಪಿದ ಪಕ್ಷಿಗಳ ಬಗ್ಗೆ ಶಾಸಕ ಎಲ್.ನಾಗೇಂದ್ರ — [428, 358, 561, 364]
painting-photo — [768, 760, 845, 832]
right-headline-3-box — [643, 642, 845, 656]
left-story-2-body — [106, 273, 310, 478]
story5-right-text-4: ಮೈಸೂರು ನಗರದ ಕುಕ್ಕರಹಳ್ಳಿ ಮತ್ತು ಹೆಬ್ಬಾಳು ಕೆರೆಗಳಲ್ಲಿ ಸಾವನ್ನಪ್ಪಿದ ಪಕ್ಷಿಗಳ ಬಗ್ಗೆ ಶಾಸಕರು ಅಧಿಕಾರಿಗಳೊಂದಿಗೆ ಪರಿಶೀಲನೆ ನಡೆಸಿದರು. ಹಕ್ಕಿ ಜ್ವರದ ಬಗ್ಗೆ ಸಾರ್ವಜನಿಕರು ಆತಂಕಪಡುವ ಅಗತ್ಯವಿಲ್ಲ ಎಂದು ತಿಳಿಸಿದರು. ಕೆರೆ ಆವರಣದಲ್ಲಿ ಸ್ವಚ್ಛತೆ ಕಾಪಾಡಲು ಸೂಚನೆ ನೀಡಲಾಯಿತು. ಪಾಲಿಕೆ ಅಧಿಕಾರಿಗಳು, ಅರಣ್ಯ ಇಲಾಖೆ ಹಾಗೂ ಪಶುಸಂಗೋಪನಾ ಇಲಾಖೆಯ ಸಿಬ್ಬಂದಿ ಉಪಸ್ಥಿತರಿದ್ದರು. — [742, 1165, 845, 1218]
center-right-divider — [638, 382, 639, 937]
left-headline-2: 1 ರಿಂದ 6ನೇ ತರಗತಿವರೆಗಿನ ಪರೀಕ್ಷೆ ರದ್ದು — [106, 258, 263, 270]
